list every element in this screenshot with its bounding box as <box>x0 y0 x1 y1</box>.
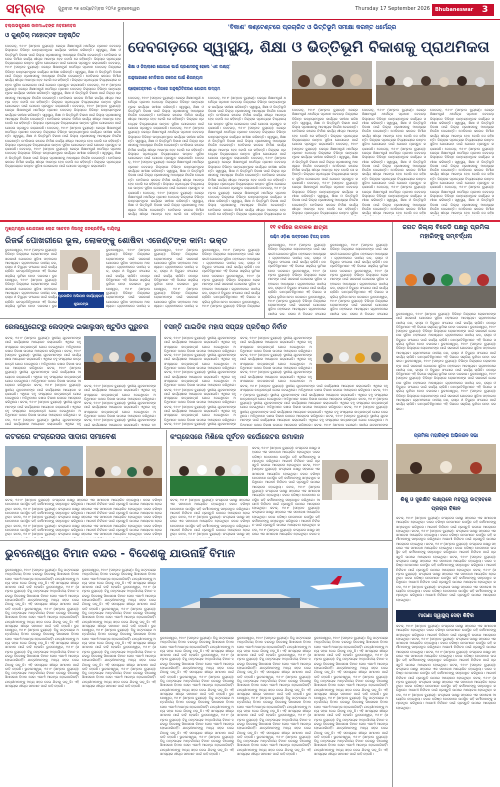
divider <box>160 320 161 428</box>
divider <box>0 540 392 541</box>
row3-left-body-2: କଟକ, ୧୬।୯ (ସମ୍ବାଦ ବ୍ୟୁରୋ): ସ୍ଥାନୀୟ ଯୁବକମାନଙ୍କ ପାଇଁ କାର୍ଯ୍ୟଶାଳା ଆୟୋଜନ କରାଯାଇଛି। ଏଥିରେ ବହୁ ସଂଖ୍ୟାରେ ଛାତ୍ରଛାତ୍ରୀ ଯୋଗ ଦେଇଥିଲେ। ଅତିଥିମାନେ ଦକ୍ଷତା ବିକାଶ ଉପରେ ଆଲୋଚନା କରିଥିଲେ। କଟକ, ୧୬।୯ (ସମ୍ବାଦ ବ୍ୟୁରୋ): ସ୍ଥାନୀୟ ଯୁବକମାନଙ୍କ ପାଇଁ କାର୍ଯ୍ୟଶାଳା ଆୟୋଜନ କରାଯାଇଛି। ଏଥିରେ ବହୁ ସଂଖ୍ୟାରେ ଛାତ୍ରଛାତ୍ରୀ ଯୋଗ ଦେଇଥିଲେ। ଅତିଥିମାନେ ଦକ୍ଷତା ବିକାଶ ଉପରେ ଆଲୋଚନା କରିଥିଲେ। କଟକ, ୧୬।୯ (ସମ୍ବାଦ ବ୍ୟୁରୋ): ସ୍ଥାନୀୟ ଯୁବକମାନଙ୍କ ପାଇଁ କାର୍ଯ୍ୟଶାଳା ଆୟୋଜନ କରାଯାଇଛି। ଏଥିରେ ବହୁ <box>84 384 156 426</box>
right-body-1: ଭୁବନେଶ୍ୱର, ୧୬।୯ (ସମ୍ବାଦ ବ୍ୟୁରୋ): ବିଭିନ୍ନ ଜିଲ୍ଲାରେ ଲୋକମାନଙ୍କ ପାଇଁ ସରକାରୀ ଯୋଜନାର ସୁବିଧା ପହଞ୍ଚାଇବା ଆବଶ୍ୟକ। ଗ୍ରାମାଞ୍ଚଳରେ ପାନୀୟ ଜଳ, ରାସ୍ତା ଓ ବିଦ୍ୟୁତ ସଂଯୋଗ ପାଇଁ କାର୍ଯ୍ୟ ଚାଲିଛି। ଜନପ୍ରତିନିଧିମାନେ ଏହି ଦିଗରେ ସକ୍ରିୟ ଭୂମିକା ନେବା ଦରକାର। ଭୁବନେଶ୍ୱର, ୧୬।୯ (ସମ୍ବାଦ ବ୍ୟୁରୋ): ବିଭିନ୍ନ ଜିଲ୍ଲାରେ ଲୋକମାନଙ୍କ ପାଇଁ ସରକାରୀ ଯୋଜନାର ସୁବିଧା ପହଞ୍ଚାଇବା ଆବଶ୍ୟକ। ଗ୍ରାମାଞ୍ଚଳରେ ପାନୀୟ ଜଳ, ରାସ୍ତା ଓ ବିଦ୍ୟୁତ ସଂଯୋଗ ପାଇଁ କାର୍ଯ୍ୟ ଚାଲିଛି। ଜନପ୍ରତିନିଧିମାନେ ଏହି ଦିଗରେ ସକ୍ରିୟ ଭୂମିକା ନେବା ଦରକାର। ଭୁବନେଶ୍ୱର, ୧୬।୯ (ସମ୍ବାଦ ବ୍ୟୁରୋ): ବିଭିନ୍ନ ଜିଲ୍ଲାରେ ଲୋକମାନଙ୍କ ପାଇଁ ସରକାରୀ ଯୋଜନାର ସୁବିଧା ପହଞ୍ଚାଇବା ଆବଶ୍ୟକ। ଗ୍ରାମାଞ୍ଚଳରେ ପାନୀୟ ଜଳ, ରାସ୍ତା ଓ ବିଦ୍ୟୁତ ସଂଯୋଗ ପାଇଁ କାର୍ଯ୍ୟ ଚାଲିଛି। ଜନପ୍ରତିନିଧିମାନେ ଏହି ଦିଗରେ ସକ୍ରିୟ ଭୂମିକା ନେବା ଦରକାର। ଭୁବନେଶ୍ୱର, ୧୬।୯ (ସମ୍ବାଦ ବ୍ୟୁରୋ): ବିଭିନ୍ନ ଜିଲ୍ଲାରେ ଲୋକମାନଙ୍କ ପାଇଁ ସରକାରୀ ଯୋଜନାର ସୁବିଧା ପହଞ୍ଚାଇବା ଆବଶ୍ୟକ। ଗ୍ରାମାଞ୍ଚଳରେ ପାନୀୟ ଜଳ, ରାସ୍ତା ଓ ବିଦ୍ୟୁତ ସଂଯୋଗ ପାଇଁ କାର୍ଯ୍ୟ ଚାଲିଛି। ଜନପ୍ରତିନିଧିମାନେ ଏହି ଦିଗରେ ସକ୍ରିୟ ଭୂମିକା ନେବା ଦରକାର। ଭୁବନେଶ୍ୱର, ୧୬।୯ (ସମ୍ବାଦ ବ୍ୟୁରୋ): ବିଭିନ୍ନ ଜିଲ୍ଲାରେ ଲୋକମାନଙ୍କ ପାଇଁ ସରକାରୀ ଯୋଜନାର ସୁବିଧା ପହଞ୍ଚାଇବା ଆବଶ୍ୟକ। ଗ୍ରାମାଞ୍ଚଳରେ ପାନୀୟ ଜଳ, ରାସ୍ତା ଓ ବିଦ୍ୟୁତ ସଂଯୋଗ ପାଇଁ କାର୍ଯ୍ୟ ଚାଲିଛି। ଜନପ୍ରତିନିଧିମାନେ ଏହି ଦିଗରେ ସକ୍ରିୟ ଭୂମିକା ନେବା ଦରକାର। ଭୁବନେଶ୍ୱର, ୧୬।୯ (ସମ୍ବାଦ ବ୍ୟୁରୋ): ବିଭିନ୍ନ ଜିଲ୍ଲାରେ ଲୋକମାନଙ୍କ ପାଇଁ ସରକାରୀ ଯୋଜନାର ସୁବିଧା ପହଞ୍ଚାଇବା ଆବଶ୍ୟକ। ଗ୍ରାମାଞ୍ଚଳରେ ପାନୀୟ ଜଳ, ରାସ୍ତା ଓ ବିଦ୍ୟୁତ ସଂଯୋଗ ପାଇଁ କାର୍ଯ୍ୟ ଚାଲିଛି। ଜନପ୍ରତିନିଧିମାନେ ଏହି ଦିଗରେ ସକ୍ରିୟ ଭୂମିକା ନେବା ଦରକାର। <box>396 312 496 411</box>
lead-body-4: ଦେବଗଡ଼, ୧୬।୯ (ସମ୍ବାଦ ବ୍ୟୁରୋ): କେନ୍ଦ୍ର ଶିକ୍ଷାମନ୍ତ୍ରୀ ଧର୍ମେନ୍ଦ୍ର ପ୍ରଧାନ ଦେବଗଡ଼ ଜିଲ୍ଲାରେ ବିଭିନ୍ନ ଉନ୍ନୟନମୂଳକ କାର୍ଯ୍ୟର ସମୀକ୍ଷା କରିଛନ୍ତି। ସ୍ୱାସ୍ଥ୍ୟ, ଶିକ୍ଷା ଓ ଭିତ୍ତିଭୂମି ବିକାଶ ପାଇଁ ଜିଲ୍ଲା ପ୍ରଶାସନକୁ ଆବଶ୍ୟକ ନିର୍ଦ୍ଦେଶ ଦେଇଛନ୍ତି। ମେଡିକାଲ କଲେଜ ନିର୍ମାଣ କାର୍ଯ୍ୟ ଶୀଘ୍ର ଆରମ୍ଭ ହେବ ବୋଲି ସେ କହିଛନ୍ତି। ଜିଲ୍ଲାର ପ୍ରତ୍ୟେକ ବିଦ୍ୟାଳୟରେ ଉନ୍ନତ ସୁବିଧା ଯୋଗାଇବା ପାଇଁ ଯୋଜନା ପ୍ରସ୍ତୁତ କରାଯାଉଛି। ଦେବଗଡ଼, ୧୬।୯ (ସମ୍ବାଦ ବ୍ୟୁରୋ): କେନ୍ଦ୍ର ଶିକ୍ଷାମନ୍ତ୍ରୀ ଧର୍ମେନ୍ଦ୍ର ପ୍ରଧାନ ଦେବଗଡ଼ ଜିଲ୍ଲାରେ ବିଭିନ୍ନ ଉନ୍ନୟନମୂଳକ କାର୍ଯ୍ୟର ସମୀକ୍ଷା କରିଛନ୍ତି। ସ୍ୱାସ୍ଥ୍ୟ, ଶିକ୍ଷା ଓ ଭିତ୍ତିଭୂମି ବିକାଶ ପାଇଁ ଜିଲ୍ଲା ପ୍ରଶାସନକୁ ଆବଶ୍ୟକ ନିର୍ଦ୍ଦେଶ ଦେଇଛନ୍ତି। ମେଡିକାଲ କଲେଜ ନିର୍ମାଣ କାର୍ଯ୍ୟ ଶୀଘ୍ର ଆରମ୍ଭ ହେବ ବୋଲି ସେ କହିଛନ୍ତି। ଜିଲ୍ଲାର ପ୍ରତ୍ୟେକ ବିଦ୍ୟାଳୟରେ ଉନ୍ନତ ସୁବିଧା ଯୋଗାଇବା ପାଇଁ ଯୋଜନା ପ୍ରସ୍ତୁତ କରାଯାଉଛି। ଦେବଗଡ଼, ୧୬।୯ (ସମ୍ବାଦ ବ୍ୟୁରୋ): କେନ୍ଦ୍ର ଶିକ୍ଷାମନ୍ତ୍ରୀ ଧର୍ମେନ୍ଦ୍ର ପ୍ରଧାନ ଦେବଗଡ଼ ଜିଲ୍ଲାରେ ବିଭିନ୍ନ ଉନ୍ନୟନମୂଳକ କାର୍ଯ୍ୟର ସମୀକ୍ଷା କରିଛନ୍ତି। ସ୍ୱାସ୍ଥ୍ୟ, ଶିକ୍ଷା ଓ ଭିତ୍ତିଭୂମି ବିକାଶ ପାଇଁ ଜିଲ୍ଲା ପ୍ରଶାସନକୁ ଆବଶ୍ୟକ ନିର୍ଦ୍ଦେଶ ଦେଇଛନ୍ତି। ମେଡିକାଲ କଲେଜ ନିର୍ମାଣ କାର୍ଯ୍ୟ ଶୀଘ୍ର ଆରମ୍ଭ ହେବ ବୋଲି ସେ କହିଛ <box>362 108 426 216</box>
divider <box>0 428 392 429</box>
masthead-date-en: Thursday 17 September 2026 <box>355 6 430 12</box>
right-photo-group <box>396 252 496 308</box>
row2-headline: ରିଜର୍ଭ ପୋଖରୀରେ ଭୂଲ, ଲୋକଙ୍କୁ ଶୋଷିବା ଏଜେଣ୍ଟଙ୍କ କାମ: ଭକ୍ତ <box>5 235 228 245</box>
lead-kicker: 'ବିକାଶ' କଣ୍ଟେଣ୍ଟରେ ପ୍ରଚାରିତ ଓ ଭିତ୍ତିଭୂମି ସମୀକ୍ଷା କରନ୍ତ ଧର୍ମେନ୍ଦ୍ର <box>227 24 397 31</box>
row2-body-2: ଭୁବନେଶ୍ୱର, ୧୬।୯ (ସମ୍ବାଦ ବ୍ୟୁରୋ): ବିଭିନ୍ନ ଜିଲ୍ଲାରେ ଲୋକମାନଙ୍କ ପାଇଁ ସରକାରୀ ଯୋଜନାର ସୁବିଧା ପହଞ୍ଚାଇବା ଆବଶ୍ୟକ। ଗ୍ରାମାଞ୍ଚଳରେ ପାନୀୟ ଜଳ, ରାସ୍ତା ଓ ବିଦ୍ୟୁତ ସଂଯୋଗ ପାଇଁ କାର୍ଯ୍ୟ ଚାଲିଛି। ଜନପ୍ରତିନିଧିମାନେ ଏହି ଦିଗରେ ସକ୍ରିୟ ଭୂମିକା ନେବା ଦରକାର। ଭୁବନେଶ୍ୱର, ୧୬।୯ (ସମ୍ବାଦ ବ୍ୟୁରୋ): ବିଭିନ୍ନ ଜିଲ୍ଲାରେ ଲୋକମାନଙ୍କ ପାଇଁ ସରକାରୀ ଯୋଜନାର ସୁବିଧା ପହଞ୍ଚାଇବା ଆବଶ୍ୟକ। ଗ୍ରାମାଞ୍ଚଳରେ ପାନୀୟ ଜ <box>106 248 150 308</box>
row3-mid-body-2: କଟକ, ୧୬।୯ (ସମ୍ବାଦ ବ୍ୟୁରୋ): ସ୍ଥାନୀୟ ଯୁବକମାନଙ୍କ ପାଇଁ କାର୍ଯ୍ୟଶାଳା ଆୟୋଜନ କରାଯାଇଛି। ଏଥିରେ ବହୁ ସଂଖ୍ୟାରେ ଛାତ୍ରଛାତ୍ରୀ ଯୋଗ ଦେଇଥିଲେ। ଅତିଥିମାନେ ଦକ୍ଷତା ବିକାଶ ଉପରେ ଆଲୋଚନା କରିଥିଲେ। କଟକ, ୧୬।୯ (ସମ୍ବାଦ ବ୍ୟୁରୋ): ସ୍ଥାନୀୟ ଯୁବକମାନଙ୍କ ପାଇଁ କାର୍ଯ୍ୟଶାଳା ଆୟୋଜନ କରାଯାଇଛି। ଏଥିରେ ବହୁ ସଂଖ୍ୟାରେ ଛାତ୍ରଛାତ୍ରୀ ଯୋଗ ଦେଇଥିଲେ। ଅତିଥିମାନେ ଦକ୍ଷତା ବିକାଶ ଉପରେ ଆଲୋଚନା କରିଥିଲେ। କଟକ, ୧୬।୯ (ସମ୍ବାଦ ବ୍ୟୁରୋ): ସ୍ଥାନୀୟ ଯୁବକମାନଙ୍କ ପାଇଁ କାର୍ଯ୍ୟଶାଳା ଆୟୋଜନ କରାଯାଇଛି। ଏଥିରେ ବହୁ ସଂଖ୍ୟାରେ ଛାତ୍ରଛାତ୍ରୀ ଯୋଗ ଦେଇଥିଲେ। ଅ <box>240 336 312 382</box>
row3-mid-headline: ବସନ୍ତି ଗାଇଡିକ ମହାସ ସପ୍ତାହ ପ୍ରତିଷ୍ଠ ନିର୍ବାଚ <box>164 323 288 331</box>
right-headline-1: ଜଗତ ଜିଲ୍ଲା ବିଜେଡି ପକ୍ଷରୁ ପ୍ରମିଳା ମହାରିଙ୍କୁ ସମ୍ବର୍ଦ୍ଧନା <box>402 224 490 240</box>
row5-body-2: ଭୁବନେଶ୍ୱର, ୧୬।୯ (ସମ୍ବାଦ ବ୍ୟୁରୋ): ବିଜୁ ପଟ୍ଟନାୟକ ଅନ୍ତର୍ଜାତୀୟ ବିମାନ ବନ୍ଦରରୁ ବିଦେଶକୁ ସିଧାସଳଖ ବିମାନ ସେବା ଏଯାଏଁ ଆରମ୍ଭ ହୋଇପାରିନାହିଁ। ଯାତ୍ରୀମାନଙ୍କୁ ଅନ୍ୟ ସହର ଦେଇ ଯିବାକୁ ପଡ଼ୁଛି। ଏହି ସମସ୍ୟାର ଶୀଘ୍ର ସମାଧାନ ପାଇଁ ଦାବି ହେଉଛି। ଭୁବନେଶ୍ୱର, ୧୬।୯ (ସମ୍ବାଦ ବ୍ୟୁରୋ): ବିଜୁ ପଟ୍ଟନାୟକ ଅନ୍ତର୍ଜାତୀୟ ବିମାନ ବନ୍ଦରରୁ ବିଦେଶକୁ ସିଧାସଳଖ ବିମାନ ସେବା ଏଯାଏଁ ଆରମ୍ଭ ହୋଇପାରିନାହିଁ। ଯାତ୍ରୀମାନଙ୍କୁ ଅନ୍ୟ ସହର ଦେଇ ଯିବାକୁ ପଡ଼ୁଛି। ଏହି ସମସ୍ୟାର ଶୀଘ୍ର ସମାଧାନ ପାଇଁ ଦାବି ହେଉଛି। ଭୁବନେଶ୍ୱର, ୧୬।୯ (ସମ୍ବାଦ ବ୍ୟୁରୋ): ବିଜୁ ପଟ୍ଟନାୟକ ଅନ୍ତର୍ଜାତୀୟ ବିମାନ ବନ୍ଦରରୁ ବିଦେଶକୁ ସିଧାସଳଖ ବିମାନ ସେବା ଏଯାଏଁ ଆରମ୍ଭ ହୋଇପାରିନାହିଁ। ଯାତ୍ରୀମାନଙ୍କୁ ଅନ୍ୟ ସହର ଦେଇ ଯିବାକୁ ପଡ଼ୁଛି। ଏହି ସମସ୍ୟାର ଶୀଘ୍ର ସମାଧାନ ପାଇଁ ଦାବି ହେଉଛି। ଭୁବନେଶ୍ୱର, ୧୬।୯ (ସମ୍ବାଦ ବ୍ୟୁରୋ): ବିଜୁ ପଟ୍ଟନାୟକ ଅନ୍ତର୍ଜାତୀୟ ବିମାନ ବନ୍ଦରରୁ ବିଦେଶକୁ ସିଧାସଳଖ ବିମାନ ସେବା ଏଯାଏଁ ଆରମ୍ଭ ହୋଇପାରିନାହିଁ। ଯାତ୍ରୀମାନଙ୍କୁ ଅନ୍ୟ ସହର ଦେଇ ଯିବାକୁ ପଡ଼ୁଛି। ଏହି ସମସ୍ୟାର ଶୀଘ୍ର ସମାଧାନ ପାଇଁ ଦାବି ହେଉଛି। ଭୁବନେଶ୍ୱର, ୧୬।୯ (ସମ୍ବାଦ ବ୍ୟୁରୋ): ବିଜୁ ପଟ୍ଟନାୟକ ଅନ୍ତର୍ଜାତୀୟ ବିମାନ ବନ୍ଦରରୁ ବିଦେଶକୁ ସିଧାସଳଖ ବିମାନ ସେବା ଏଯାଏଁ ଆରମ୍ଭ ହୋଇପାରିନାହିଁ। ଯାତ୍ରୀମାନଙ୍କୁ ଅନ୍ୟ ସହର ଦେଇ ଯିବାକୁ ପଡ଼ୁଛି। ଏହି ସମସ୍ୟାର ଶୀଘ୍ର ସମାଧାନ ପାଇଁ ଦାବି ହେଉଛି। ଭୁବନେଶ୍ୱର, ୧୬।୯ (ସମ୍ବାଦ ବ୍ୟୁରୋ): ବିଜୁ ପଟ୍ଟନାୟକ ଅନ୍ତର୍ଜାତୀୟ ବିମାନ ବନ୍ଦରରୁ ବିଦେଶକୁ ସିଧାସଳଖ ବିମାନ ସେବା ଏଯାଏଁ ଆରମ୍ଭ ହୋଇପାରିନାହିଁ। ଯାତ୍ରୀମାନଙ୍କୁ ଅନ୍ୟ ସହର ଦେଇ ଯିବାକୁ ପଡ଼ୁଛି। ଏହି ସମସ୍ୟାର ଶୀଘ୍ର ସମାଧାନ ପାଇଁ ଦାବି ହେଉଛି। <box>82 568 156 689</box>
page-number: 3 <box>481 5 489 15</box>
masthead-rule <box>0 19 500 20</box>
row4-photo-join <box>170 446 248 496</box>
row2-mid-kicker: ୧୧ ବର୍ଷରେ ନାବାଳକ ଛାତ୍ରୀ <box>270 225 328 231</box>
row5-body-5: ଭୁବନେଶ୍ୱର, ୧୬।୯ (ସମ୍ବାଦ ବ୍ୟୁରୋ): ବିଜୁ ପଟ୍ଟନାୟକ ଅନ୍ତର୍ଜାତୀୟ ବିମାନ ବନ୍ଦରରୁ ବିଦେଶକୁ ସିଧାସଳଖ ବିମାନ ସେବା ଏଯାଏଁ ଆରମ୍ଭ ହୋଇପାରିନାହିଁ। ଯାତ୍ରୀମାନଙ୍କୁ ଅନ୍ୟ ସହର ଦେଇ ଯିବାକୁ ପଡ଼ୁଛି। ଏହି ସମସ୍ୟାର ଶୀଘ୍ର ସମାଧାନ ପାଇଁ ଦାବି ହେଉଛି। ଭୁବନେଶ୍ୱର, ୧୬।୯ (ସମ୍ବାଦ ବ୍ୟୁରୋ): ବିଜୁ ପଟ୍ଟନାୟକ ଅନ୍ତର୍ଜାତୀୟ ବିମାନ ବନ୍ଦରରୁ ବିଦେଶକୁ ସିଧାସଳଖ ବିମାନ ସେବା ଏଯାଏଁ ଆରମ୍ଭ ହୋଇପାରିନାହିଁ। ଯାତ୍ରୀମାନଙ୍କୁ ଅନ୍ୟ ସହର ଦେଇ ଯିବାକୁ ପଡ଼ୁଛି। ଏହି ସମସ୍ୟାର ଶୀଘ୍ର ସମାଧାନ ପାଇଁ ଦାବି ହେଉଛି। ଭୁବନେଶ୍ୱର, ୧୬।୯ (ସମ୍ବାଦ ବ୍ୟୁରୋ): ବିଜୁ ପଟ୍ଟନାୟକ ଅନ୍ତର୍ଜାତୀୟ ବିମାନ ବନ୍ଦରରୁ ବିଦେଶକୁ ସିଧାସଳଖ ବିମାନ ସେବା ଏଯାଏଁ ଆରମ୍ଭ ହୋଇପାରିନାହିଁ। ଯାତ୍ରୀମାନଙ୍କୁ ଅନ୍ୟ ସହର ଦେଇ ଯିବାକୁ ପଡ଼ୁଛି। ଏହି ସମସ୍ୟାର ଶୀଘ୍ର ସମାଧାନ ପାଇଁ ଦାବି ହେଉଛି। ଭୁବନେଶ୍ୱର, ୧୬।୯ (ସମ୍ବାଦ ବ୍ୟୁରୋ): ବିଜୁ ପଟ୍ଟନାୟକ ଅନ୍ତର୍ଜାତୀୟ ବିମାନ ବନ୍ଦରରୁ ବିଦେଶକୁ ସିଧାସଳଖ ବିମାନ ସେବା ଏଯାଏଁ ଆରମ୍ଭ ହୋଇପାରିନାହିଁ। ଯାତ୍ରୀମାନଙ୍କୁ ଅନ୍ୟ ସହର ଦେଇ ଯିବାକୁ ପଡ଼ୁଛି। ଏହି ସମସ୍ୟାର ଶୀଘ୍ର ସମାଧାନ ପାଇଁ ଦାବି ହେଉଛି। ଭୁବନେଶ୍ୱର, ୧୬।୯ (ସମ୍ବାଦ ବ୍ୟୁରୋ): ବିଜୁ ପଟ୍ଟନାୟକ ଅନ୍ତର୍ଜାତୀୟ ବିମାନ ବନ୍ଦରରୁ ବିଦେଶକୁ ସିଧାସଳଖ ବିମାନ ସେବା ଏଯାଏଁ ଆରମ୍ଭ ହୋଇପାରିନାହିଁ। ଯାତ୍ରୀମାନଙ୍କୁ ଅନ୍ୟ ସହର ଦେଇ ଯିବାକୁ ପଡ଼ୁଛି। ଏହି ସମସ୍ୟାର ଶୀଘ୍ର ସମାଧାନ ପାଇଁ ଦାବି ହେଉଛି। ଭୁବନେଶ୍ୱର, ୧୬।୯ (ସମ୍ବାଦ ବ୍ୟୁରୋ): ବିଜୁ ପଟ୍ଟନାୟକ ଅନ୍ତର୍ଜାତୀୟ ବିମାନ ବନ୍ଦରରୁ ବିଦେଶକୁ ସିଧାସଳଖ ବିମାନ ସେବା ଏଯାଏଁ ଆରମ୍ଭ ହୋଇପାରିନାହିଁ। ଯାତ୍ରୀମାନଙ୍କୁ ଅନ୍ୟ ସହର ଦେଇ ଯିବାକୁ ପଡ଼ୁଛି। ଏହି ସମସ୍ୟାର ଶୀଘ୍ର ସମାଧାନ ପାଇଁ ଦାବି ହେଉଛି। <box>314 636 388 757</box>
row4-photo-rally <box>5 446 83 496</box>
masthead-logo: ସମ୍ବାଦ <box>6 2 45 17</box>
lead-photo-meeting <box>292 61 372 105</box>
row4-photo-stage <box>86 446 162 496</box>
lead-photo-hall <box>376 61 494 105</box>
row5-headline: ଭୁବନେଶ୍ୱର ବିମାନ ବନ୍ଦର - ବିଦେଶକୁ ଯାଉନାହିଁ ବିମାନ <box>5 547 236 560</box>
lead-side-story <box>5 22 121 218</box>
lead-bullets <box>128 62 288 94</box>
row2-kicker: ମୁଖ୍ୟମନ୍ତ୍ରୀ ଯୋଜନାରେ ଲୋକ ସଚେତନ ନିଅନ୍ତୁ ଜନପ୍ରତିନିଧି ଦାୟିତ୍ୱ <box>5 226 121 231</box>
right-photo-2 <box>396 444 496 492</box>
row2-body-1: ଭୁବନେଶ୍ୱର, ୧୬।୯ (ସମ୍ବାଦ ବ୍ୟୁରୋ): ବିଭିନ୍ନ ଜିଲ୍ଲାରେ ଲୋକମାନଙ୍କ ପାଇଁ ସରକାରୀ ଯୋଜନାର ସୁବିଧା ପହଞ୍ଚାଇବା ଆବଶ୍ୟକ। ଗ୍ରାମାଞ୍ଚଳରେ ପାନୀୟ ଜଳ, ରାସ୍ତା ଓ ବିଦ୍ୟୁତ ସଂଯୋଗ ପାଇଁ କାର୍ଯ୍ୟ ଚାଲିଛି। ଜନପ୍ରତିନିଧିମାନେ ଏହି ଦିଗରେ ସକ୍ରିୟ ଭୂମିକା ନେବା ଦରକାର। ଭୁବନେଶ୍ୱର, ୧୬।୯ (ସମ୍ବାଦ ବ୍ୟୁରୋ): ବିଭିନ୍ନ ଜିଲ୍ଲାରେ ଲୋକମାନଙ୍କ ପାଇଁ ସରକାରୀ ଯୋଜନାର ସୁବିଧା ପହଞ୍ଚାଇବା ଆବଶ୍ୟକ। ଗ୍ରାମାଞ୍ଚଳରେ ପାନୀୟ ଜଳ, ରାସ୍ତା ଓ ବିଦ୍ୟୁତ ସଂଯୋଗ ପାଇଁ କାର୍ଯ୍ୟ ଚାଲିଛି। ଜନପ୍ରତିନିଧିମାନେ ଏହି ଦିଗରେ ସକ୍ରିୟ ଭୂମିକା ନେବା ଦରକାର। ଭୁବ <box>5 248 57 308</box>
lead-body-3: ଦେବଗଡ଼, ୧୬।୯ (ସମ୍ବାଦ ବ୍ୟୁରୋ): କେନ୍ଦ୍ର ଶିକ୍ଷାମନ୍ତ୍ରୀ ଧର୍ମେନ୍ଦ୍ର ପ୍ରଧାନ ଦେବଗଡ଼ ଜିଲ୍ଲାରେ ବିଭିନ୍ନ ଉନ୍ନୟନମୂଳକ କାର୍ଯ୍ୟର ସମୀକ୍ଷା କରିଛନ୍ତି। ସ୍ୱାସ୍ଥ୍ୟ, ଶିକ୍ଷା ଓ ଭିତ୍ତିଭୂମି ବିକାଶ ପାଇଁ ଜିଲ୍ଲା ପ୍ରଶାସନକୁ ଆବଶ୍ୟକ ନିର୍ଦ୍ଦେଶ ଦେଇଛନ୍ତି। ମେଡିକାଲ କଲେଜ ନିର୍ମାଣ କାର୍ଯ୍ୟ ଶୀଘ୍ର ଆରମ୍ଭ ହେବ ବୋଲି ସେ କହିଛନ୍ତି। ଜିଲ୍ଲାର ପ୍ରତ୍ୟେକ ବିଦ୍ୟାଳୟରେ ଉନ୍ନତ ସୁବିଧା ଯୋଗାଇବା ପାଇଁ ଯୋଜନା ପ୍ରସ୍ତୁତ କରାଯାଉଛି। ଦେବଗଡ଼, ୧୬।୯ (ସମ୍ବାଦ ବ୍ୟୁରୋ): କେନ୍ଦ୍ର ଶିକ୍ଷାମନ୍ତ୍ରୀ ଧର୍ମେନ୍ଦ୍ର ପ୍ରଧାନ ଦେବଗଡ଼ ଜିଲ୍ଲାରେ ବିଭିନ୍ନ ଉନ୍ନୟନମୂଳକ କାର୍ଯ୍ୟର ସମୀକ୍ଷା କରିଛନ୍ତି। ସ୍ୱାସ୍ଥ୍ୟ, ଶିକ୍ଷା ଓ ଭିତ୍ତିଭୂମି ବିକାଶ ପାଇଁ ଜିଲ୍ଲା ପ୍ରଶାସନକୁ ଆବଶ୍ୟକ ନିର୍ଦ୍ଦେଶ ଦେଇଛନ୍ତି। ମେଡିକାଲ କଲେଜ ନିର୍ମାଣ କାର୍ଯ୍ୟ ଶୀଘ୍ର ଆରମ୍ଭ ହେବ ବୋଲି ସେ କହିଛନ୍ତି। ଜିଲ୍ଲାର ପ୍ରତ୍ୟେକ ବିଦ୍ୟାଳୟରେ ଉନ୍ନତ ସୁବିଧା ଯୋଗାଇବା ପାଇଁ ଯୋଜନା ପ୍ରସ୍ତୁତ କରାଯାଉଛି। ଦେବଗଡ଼, ୧୬।୯ (ସମ୍ବାଦ ବ୍ୟୁରୋ): କେନ୍ଦ୍ର ଶିକ୍ଷାମନ୍ତ୍ରୀ ଧର୍ମେନ୍ଦ୍ର ପ୍ରଧାନ ଦେବଗଡ଼ ଜିଲ୍ଲାରେ ବିଭିନ୍ନ ଉନ୍ନୟନମୂଳକ କାର୍ଯ୍ୟର ସମୀକ୍ଷା କରିଛନ୍ତି। ସ୍ୱାସ୍ଥ୍ୟ, ଶିକ୍ଷା ଓ ଭିତ୍ତିଭୂମି ବିକାଶ ପାଇଁ ଜିଲ୍ଲା ପ୍ରଶାସନକୁ ଆବଶ୍ୟକ ନିର୍ଦ୍ଦେଶ ଦେଇଛନ୍ତି। ମେଡିକାଲ କଲେଜ ନିର୍ମାଣ କାର୍ଯ୍ୟ ଶୀଘ୍ର ଆରମ୍ଭ ହେବ ବୋଲି ସେ କହିଛନ୍ତି। ଜିଲ୍ଲାର ପ୍ରତ୍ୟେକ ବିଦ୍ୟାଳୟରେ ଉନ୍ନତ ସୁବିଧା <box>292 108 358 216</box>
row2-body-3: ଭୁବନେଶ୍ୱର, ୧୬।୯ (ସମ୍ବାଦ ବ୍ୟୁରୋ): ବିଭିନ୍ନ ଜିଲ୍ଲାରେ ଲୋକମାନଙ୍କ ପାଇଁ ସରକାରୀ ଯୋଜନାର ସୁବିଧା ପହଞ୍ଚାଇବା ଆବଶ୍ୟକ। ଗ୍ରାମାଞ୍ଚଳରେ ପାନୀୟ ଜଳ, ରାସ୍ତା ଓ ବିଦ୍ୟୁତ ସଂଯୋଗ ପାଇଁ କାର୍ଯ୍ୟ ଚାଲିଛି। ଜନପ୍ରତିନିଧିମାନେ ଏହି ଦିଗରେ ସକ୍ରିୟ ଭୂମିକା ନେବା ଦରକାର। ଭୁବନେଶ୍ୱର, ୧୬।୯ (ସମ୍ବାଦ ବ୍ୟୁରୋ): ବିଭିନ୍ନ ଜିଲ୍ଲାରେ ଲୋକମାନଙ୍କ ପାଇଁ ସରକାରୀ ଯୋଜନାର ସୁବିଧା ପହଞ୍ଚାଇବା ଆବଶ୍ୟକ। ଗ୍ରାମାଞ୍ଚଳରେ ପାନୀୟ ଜ <box>154 248 198 308</box>
section-divider <box>0 220 500 222</box>
row2-pullquote: ପ୍ରସାରିତ ଅଭିଯାନ କାର୍ଯ୍ୟକ୍ରମ ଶୁଭାରମ୍ଭ <box>58 294 104 306</box>
row5-body-4: ଭୁବନେଶ୍ୱର, ୧୬।୯ (ସମ୍ବାଦ ବ୍ୟୁରୋ): ବିଜୁ ପଟ୍ଟନାୟକ ଅନ୍ତର୍ଜାତୀୟ ବିମାନ ବନ୍ଦରରୁ ବିଦେଶକୁ ସିଧାସଳଖ ବିମାନ ସେବା ଏଯାଏଁ ଆରମ୍ଭ ହୋଇପାରିନାହିଁ। ଯାତ୍ରୀମାନଙ୍କୁ ଅନ୍ୟ ସହର ଦେଇ ଯିବାକୁ ପଡ଼ୁଛି। ଏହି ସମସ୍ୟାର ଶୀଘ୍ର ସମାଧାନ ପାଇଁ ଦାବି ହେଉଛି। ଭୁବନେଶ୍ୱର, ୧୬।୯ (ସମ୍ବାଦ ବ୍ୟୁରୋ): ବିଜୁ ପଟ୍ଟନାୟକ ଅନ୍ତର୍ଜାତୀୟ ବିମାନ ବନ୍ଦରରୁ ବିଦେଶକୁ ସିଧାସଳଖ ବିମାନ ସେବା ଏଯାଏଁ ଆରମ୍ଭ ହୋଇପାରିନାହିଁ। ଯାତ୍ରୀମାନଙ୍କୁ ଅନ୍ୟ ସହର ଦେଇ ଯିବାକୁ ପଡ଼ୁଛି। ଏହି ସମସ୍ୟାର ଶୀଘ୍ର ସମାଧାନ ପାଇଁ ଦାବି ହେଉଛି। ଭୁବନେଶ୍ୱର, ୧୬।୯ (ସମ୍ବାଦ ବ୍ୟୁରୋ): ବିଜୁ ପଟ୍ଟନାୟକ ଅନ୍ତର୍ଜାତୀୟ ବିମାନ ବନ୍ଦରରୁ ବିଦେଶକୁ ସିଧାସଳଖ ବିମାନ ସେବା ଏଯାଏଁ ଆରମ୍ଭ ହୋଇପାରିନାହିଁ। ଯାତ୍ରୀମାନଙ୍କୁ ଅନ୍ୟ ସହର ଦେଇ ଯିବାକୁ ପଡ଼ୁଛି। ଏହି ସମସ୍ୟାର ଶୀଘ୍ର ସମାଧାନ ପାଇଁ ଦାବି ହେଉଛି। ଭୁବନେଶ୍ୱର, ୧୬।୯ (ସମ୍ବାଦ ବ୍ୟୁରୋ): ବିଜୁ ପଟ୍ଟନାୟକ ଅନ୍ତର୍ଜାତୀୟ ବିମାନ ବନ୍ଦରରୁ ବିଦେଶକୁ ସିଧାସଳଖ ବିମାନ ସେବା ଏଯାଏଁ ଆରମ୍ଭ ହୋଇପାରିନାହିଁ। ଯାତ୍ରୀମାନଙ୍କୁ ଅନ୍ୟ ସହର ଦେଇ ଯିବାକୁ ପଡ଼ୁଛି। ଏହି ସମସ୍ୟାର ଶୀଘ୍ର ସମାଧାନ ପାଇଁ ଦାବି ହେଉଛି। ଭୁବନେଶ୍ୱର, ୧୬।୯ (ସମ୍ବାଦ ବ୍ୟୁରୋ): ବିଜୁ ପଟ୍ଟନାୟକ ଅନ୍ତର୍ଜାତୀୟ ବିମାନ ବନ୍ଦରରୁ ବିଦେଶକୁ ସିଧାସଳଖ ବିମାନ ସେବା ଏଯାଏଁ ଆରମ୍ଭ ହୋଇପାରିନାହିଁ। ଯାତ୍ରୀମାନଙ୍କୁ ଅନ୍ୟ ସହର ଦେଇ ଯିବାକୁ ପଡ଼ୁଛି। ଏହି ସମସ୍ୟାର ଶୀଘ୍ର ସମାଧାନ ପାଇଁ ଦାବି ହେଉଛି। ଭୁବନେଶ୍ୱର, ୧୬।୯ (ସମ୍ବାଦ ବ୍ୟୁରୋ): ବିଜୁ ପଟ୍ଟନାୟକ ଅନ୍ତର୍ଜାତୀୟ ବିମାନ ବନ୍ଦରରୁ ବିଦେଶକୁ ସିଧାସଳଖ ବିମାନ ସେବା ଏଯାଏଁ ଆରମ୍ଭ ହୋଇପାରିନାହିଁ। ଯାତ୍ରୀମାନଙ୍କୁ ଅନ୍ୟ ସହର ଦେଇ ଯିବାକୁ ପଡ଼ୁଛି। ଏହି ସମସ୍ୟାର ଶୀଘ୍ର ସମାଧାନ ପାଇଁ ଦାବି ହେଉଛି। <box>237 636 311 757</box>
row5-photo-airport <box>160 568 388 632</box>
row4-mid-body-1: କଟକ, ୧୬।୯ (ସମ୍ବାଦ ବ୍ୟୁରୋ): କଂଗ୍ରେସ ପକ୍ଷରୁ ସହରରେ ଏକ ସମାବେଶ ଆୟୋଜିତ ହୋଇଥିଲା। ଦଳର ବରିଷ୍ଠ ନେତାମାନେ ଉପସ୍ଥିତ ରହି କର୍ମୀମାନଙ୍କୁ ସମ୍ବୋଧିତ କରିଥିଲେ। ଆଗାମୀ ନିର୍ବାଚନ ପାଇଁ ପ୍ରସ୍ତୁତି ଉପରେ ଆଲୋଚନା ହୋଇଥିଲା। କଟକ, ୧୬।୯ (ସମ୍ବାଦ ବ୍ୟୁରୋ): କଂଗ୍ରେସ ପକ୍ଷରୁ ସହରରେ ଏକ ସମାବେଶ ଆୟୋଜିତ ହୋଇଥିଲା। ଦଳର ବରିଷ୍ଠ ନେତାମାନେ ଉପସ୍ଥିତ ରହି କର୍ମୀମାନଙ୍କୁ ସମ୍ବୋଧିତ କରିଥିଲେ। ଆଗାମୀ ନିର୍ବାଚନ ପାଇଁ ପ୍ରସ୍ତୁତି ଉପରେ ଆଲୋଚନା ହୋଇଥିଲା। କଟକ, ୧୬।୯ (ସମ୍ବାଦ ବ୍ୟୁରୋ): କଂଗ୍ରେସ ପକ୍ଷରୁ ସହରରେ ଏକ ସମାବେଶ ଆୟୋଜିତ ହୋଇଥିଲା। ଦଳର ବରିଷ୍ଠ ନେତାମାନେ ଉପସ୍ଥିତ ରହି କର୍ମୀମାନଙ୍କୁ ସମ୍ବୋଧିତ କରିଥିଲେ। ଆଗାମୀ ନିର୍ବାଚନ ପାଇଁ ପ୍ରସ୍ତୁତି ଉପରେ ଆଲୋଚନା ହୋଇଥିଲା। କଟକ, ୧୬।୯ (ସମ୍ବାଦ ବ୍ୟୁରୋ): କଂଗ୍ରେସ ପକ୍ଷରୁ ସହରରେ ଏକ ସମାବେଶ ଆୟୋଜିତ ହୋଇଥିଲା। ଦଳର ବରିଷ୍ଠ ନେତାମାନେ ଉପସ୍ଥିତ ରହି କର୍ମୀମାନଙ୍କୁ ସମ୍ବୋଧିତ କରିଥିଲେ। ଆଗାମୀ ନିର୍ବାଚନ ପାଇଁ ପ୍ରସ୍ତୁତି ଉପରେ ଆଲୋଚନା ହୋଇଥିଲା। କଟକ, ୧୬।୯ (ସମ୍ବାଦ ବ୍ୟୁରୋ): କଂଗ୍ରେସ ପକ୍ଷରୁ ସହରରେ ଏକ ସମାବେଶ ଆୟୋଜିତ ହୋଇଥିଲା। ଦଳର ବ <box>252 446 320 536</box>
divider <box>0 318 392 319</box>
row2-mid-body-1: ଭୁବନେଶ୍ୱର, ୧୬।୯ (ସମ୍ବାଦ ବ୍ୟୁରୋ): ବିଭିନ୍ନ ଜିଲ୍ଲାରେ ଲୋକମାନଙ୍କ ପାଇଁ ସରକାରୀ ଯୋଜନାର ସୁବିଧା ପହଞ୍ଚାଇବା ଆବଶ୍ୟକ। ଗ୍ରାମାଞ୍ଚଳରେ ପାନୀୟ ଜଳ, ରାସ୍ତା ଓ ବିଦ୍ୟୁତ ସଂଯୋଗ ପାଇଁ କାର୍ଯ୍ୟ ଚାଲିଛି। ଜନପ୍ରତିନିଧିମାନେ ଏହି ଦିଗରେ ସକ୍ରିୟ ଭୂମିକା ନେବା ଦରକାର। ଭୁବନେଶ୍ୱର, ୧୬।୯ (ସମ୍ବାଦ ବ୍ୟୁରୋ): ବିଭିନ୍ନ ଜିଲ୍ଲାରେ ଲୋକମାନଙ୍କ ପାଇଁ ସରକାରୀ ଯୋଜନାର ସୁବିଧା ପହଞ୍ଚାଇବା ଆବଶ୍ୟକ। ଗ୍ରାମାଞ୍ଚଳରେ ପାନୀୟ ଜଳ, ରାସ୍ତା ଓ ବିଦ୍ୟୁତ ସଂଯୋଗ ପାଇଁ କାର୍ଯ୍ୟ ଚାଲିଛି। ଜନପ୍ରତିନିଧିମାନେ ଏହି ଦିଗରେ ସକ୍ରିୟ ଭୂମିକା ନେବା ଦରକାର। ଭୁବନେଶ୍ୱର, ୧୬।୯ (ସମ୍ବାଦ ବ୍ୟୁରୋ): ବିଭିନ୍ନ ଜିଲ୍ଲାରେ ଲୋକମାନଙ୍କ ପାଇଁ ସରକାରୀ ଯୋଜନାର ସୁବିଧା ପହଞ୍ଚାଇବା ଆବଶ୍ୟକ। ଗ୍ରାମାଞ୍ଚଳରେ ପାନୀୟ ଜଳ, ରାସ୍ତା ଓ ବିଦ୍ୟୁତ ସଂଯୋଗ <box>268 243 326 315</box>
row3-photo-event <box>84 336 156 380</box>
right-sub: ପ୍ରମିଳା ମହାରିଙ୍କ ଅଭିନନ୍ଦନ ସଭା <box>413 434 479 439</box>
right-box-title: ମାଗଣା ସ୍ୱାସ୍ଥ୍ୟ ସେବା ଶିବିର <box>396 610 496 622</box>
row5-body-3: ଭୁବନେଶ୍ୱର, ୧୬।୯ (ସମ୍ବାଦ ବ୍ୟୁରୋ): ବିଜୁ ପଟ୍ଟନାୟକ ଅନ୍ତର୍ଜାତୀୟ ବିମାନ ବନ୍ଦରରୁ ବିଦେଶକୁ ସିଧାସଳଖ ବିମାନ ସେବା ଏଯାଏଁ ଆରମ୍ଭ ହୋଇପାରିନାହିଁ। ଯାତ୍ରୀମାନଙ୍କୁ ଅନ୍ୟ ସହର ଦେଇ ଯିବାକୁ ପଡ଼ୁଛି। ଏହି ସମସ୍ୟାର ଶୀଘ୍ର ସମାଧାନ ପାଇଁ ଦାବି ହେଉଛି। ଭୁବନେଶ୍ୱର, ୧୬।୯ (ସମ୍ବାଦ ବ୍ୟୁରୋ): ବିଜୁ ପଟ୍ଟନାୟକ ଅନ୍ତର୍ଜାତୀୟ ବିମାନ ବନ୍ଦରରୁ ବିଦେଶକୁ ସିଧାସଳଖ ବିମାନ ସେବା ଏଯାଏଁ ଆରମ୍ଭ ହୋଇପାରିନାହିଁ। ଯାତ୍ରୀମାନଙ୍କୁ ଅନ୍ୟ ସହର ଦେଇ ଯିବାକୁ ପଡ଼ୁଛି। ଏହି ସମସ୍ୟାର ଶୀଘ୍ର ସମାଧାନ ପାଇଁ ଦାବି ହେଉଛି। ଭୁବନେଶ୍ୱର, ୧୬।୯ (ସମ୍ବାଦ ବ୍ୟୁରୋ): ବିଜୁ ପଟ୍ଟନାୟକ ଅନ୍ତର୍ଜାତୀୟ ବିମାନ ବନ୍ଦରରୁ ବିଦେଶକୁ ସିଧାସଳଖ ବିମାନ ସେବା ଏଯାଏଁ ଆରମ୍ଭ ହୋଇପାରିନାହିଁ। ଯାତ୍ରୀମାନଙ୍କୁ ଅନ୍ୟ ସହର ଦେଇ ଯିବାକୁ ପଡ଼ୁଛି। ଏହି ସମସ୍ୟାର ଶୀଘ୍ର ସମାଧାନ ପାଇଁ ଦାବି ହେଉଛି। ଭୁବନେଶ୍ୱର, ୧୬।୯ (ସମ୍ବାଦ ବ୍ୟୁରୋ): ବିଜୁ ପଟ୍ଟନାୟକ ଅନ୍ତର୍ଜାତୀୟ ବିମାନ ବନ୍ଦରରୁ ବିଦେଶକୁ ସିଧାସଳଖ ବିମାନ ସେବା ଏଯାଏଁ ଆରମ୍ଭ ହୋଇପାରିନାହିଁ। ଯାତ୍ରୀମାନଙ୍କୁ ଅନ୍ୟ ସହର ଦେଇ ଯିବାକୁ ପଡ଼ୁଛି। ଏହି ସମସ୍ୟାର ଶୀଘ୍ର ସମାଧାନ ପାଇଁ ଦାବି ହେଉଛି। ଭୁବନେଶ୍ୱର, ୧୬।୯ (ସମ୍ବାଦ ବ୍ୟୁରୋ): ବିଜୁ ପଟ୍ଟନାୟକ ଅନ୍ତର୍ଜାତୀୟ ବିମାନ ବନ୍ଦରରୁ ବିଦେଶକୁ ସିଧାସଳଖ ବିମାନ ସେବା ଏଯାଏଁ ଆରମ୍ଭ ହୋଇପାରିନାହିଁ। ଯାତ୍ରୀମାନଙ୍କୁ ଅନ୍ୟ ସହର ଦେଇ ଯିବାକୁ ପଡ଼ୁଛି। ଏହି ସମସ୍ୟାର ଶୀଘ୍ର ସମାଧାନ ପାଇଁ ଦାବି ହେଉଛି। ଭୁବନେଶ୍ୱର, ୧୬।୯ (ସମ୍ବାଦ ବ୍ୟୁରୋ): ବିଜୁ ପଟ୍ଟନାୟକ ଅନ୍ତର୍ଜାତୀୟ ବିମାନ ବନ୍ଦରରୁ ବିଦେଶକୁ ସିଧାସଳଖ ବିମାନ ସେବା ଏଯାଏଁ ଆରମ୍ଭ ହୋଇପାରିନାହିଁ। ଯାତ୍ରୀମାନଙ୍କୁ ଅନ୍ୟ ସହର ଦେଇ ଯିବାକୁ ପଡ଼ୁଛି। ଏହି ସମସ୍ୟାର ଶୀଘ୍ର ସମାଧାନ ପାଇଁ ଦାବି ହେଉଛି। <box>160 636 234 757</box>
side-subhead: ଓ ଗୁଣ୍ଡିଚା ମହୋତ୍ସବ ଅନୁଷ୍ଠିତ <box>5 32 80 39</box>
divider <box>166 430 167 538</box>
bullet-item: ଶିକ୍ଷା ଓ ଜିଲ୍ଲାରେ ଯୋଗାଣ ପାଇଁ ପ୍ରଶାସନକୁ ହେଲେ 'ଏକ ଲକ୍ଷ୍ୟ' <box>128 64 231 69</box>
row2-mid-body-2: ଭୁବନେଶ୍ୱର, ୧୬।୯ (ସମ୍ବାଦ ବ୍ୟୁରୋ): ବିଭିନ୍ନ ଜିଲ୍ଲାରେ ଲୋକମାନଙ୍କ ପାଇଁ ସରକାରୀ ଯୋଜନାର ସୁବିଧା ପହଞ୍ଚାଇବା ଆବଶ୍ୟକ। ଗ୍ରାମାଞ୍ଚଳରେ ପାନୀୟ ଜଳ, ରାସ୍ତା ଓ ବିଦ୍ୟୁତ ସଂଯୋଗ ପାଇଁ କାର୍ଯ୍ୟ ଚାଲିଛି। ଜନପ୍ରତିନିଧିମାନେ ଏହି ଦିଗରେ ସକ୍ରିୟ ଭୂମିକା ନେବା ଦରକାର। ଭୁବନେଶ୍ୱର, ୧୬।୯ (ସମ୍ବାଦ ବ୍ୟୁରୋ): ବିଭିନ୍ନ ଜିଲ୍ଲାରେ ଲୋକମାନଙ୍କ ପାଇଁ ସରକାରୀ ଯୋଜନାର ସୁବିଧା ପହଞ୍ଚାଇବା ଆବଶ୍ୟକ। ଗ୍ରାମାଞ୍ଚଳରେ ପାନୀୟ ଜଳ, ରାସ୍ତା ଓ ବିଦ୍ୟୁତ ସଂଯୋଗ ପାଇଁ କାର୍ଯ୍ୟ ଚାଲିଛି। ଜନପ୍ରତିନିଧିମାନେ ଏହି ଦିଗରେ ସକ୍ରିୟ ଭୂମିକା ନେବା ଦରକାର। ଭୁବନେଶ୍ୱର, ୧୬।୯ (ସମ୍ବାଦ ବ୍ୟୁରୋ): ବିଭିନ୍ନ ଜିଲ୍ଲାରେ ଲୋକମାନଙ୍କ ପାଇଁ ସରକାରୀ ଯୋଜନାର ସୁବିଧା ପହଞ୍ଚାଇବା ଆବଶ୍ୟକ। ଗ୍ରାମାଞ୍ଚଳରେ ପାନୀୟ ଜଳ, ରାସ୍ତା ଓ ବିଦ୍ୟୁତ ସଂଯୋଗ <box>330 243 388 315</box>
right-body-2: କଟକ, ୧୬।୯ (ସମ୍ବାଦ ବ୍ୟୁରୋ): କଂଗ୍ରେସ ପକ୍ଷରୁ ସହରରେ ଏକ ସମାବେଶ ଆୟୋଜିତ ହୋଇଥିଲା। ଦଳର ବରିଷ୍ଠ ନେତାମାନେ ଉପସ୍ଥିତ ରହି କର୍ମୀମାନଙ୍କୁ ସମ୍ବୋଧିତ କରିଥିଲେ। ଆଗାମୀ ନିର୍ବାଚନ ପାଇଁ ପ୍ରସ୍ତୁତି ଉପରେ ଆଲୋଚନା ହୋଇଥିଲା। କଟକ, ୧୬।୯ (ସମ୍ବାଦ ବ୍ୟୁରୋ): କଂଗ୍ରେସ ପକ୍ଷରୁ ସହରରେ ଏକ ସମାବେଶ ଆୟୋଜିତ ହୋଇଥିଲା। ଦଳର ବରିଷ୍ଠ ନେତାମାନେ ଉପସ୍ଥିତ ରହି କର୍ମୀମାନଙ୍କୁ ସମ୍ବୋଧିତ କରିଥିଲେ। ଆଗାମୀ ନିର୍ବାଚନ ପାଇଁ ପ୍ରସ୍ତୁତି ଉପରେ ଆଲୋଚନା ହୋଇଥିଲା। କଟକ, ୧୬।୯ (ସମ୍ବାଦ ବ୍ୟୁରୋ): କଂଗ୍ରେସ ପକ୍ଷରୁ ସହରରେ ଏକ ସମାବେଶ ଆୟୋଜିତ ହୋଇଥିଲା। ଦଳର ବରିଷ୍ଠ ନେତାମାନେ ଉପସ୍ଥିତ ରହି କର୍ମୀମାନଙ୍କୁ ସମ୍ବୋଧିତ କରିଥିଲେ। ଆଗାମୀ ନିର୍ବାଚନ ପାଇଁ ପ୍ରସ୍ତୁତି ଉପରେ ଆଲୋଚନା ହୋଇଥିଲା। କଟକ, ୧୬।୯ (ସମ୍ବାଦ ବ୍ୟୁରୋ): କଂଗ୍ରେସ ପକ୍ଷରୁ ସହରରେ ଏକ ସମାବେଶ ଆୟୋଜିତ ହୋଇଥିଲା। ଦଳର ବରିଷ୍ଠ ନେତାମାନେ ଉପସ୍ଥିତ ରହି କର୍ମୀମାନଙ୍କୁ ସମ୍ବୋଧିତ କରିଥିଲେ। ଆଗାମୀ ନିର୍ବାଚନ ପାଇଁ ପ୍ରସ୍ତୁତି ଉପରେ ଆଲୋଚନା ହୋଇଥିଲା। କଟକ, ୧୬।୯ (ସମ୍ବାଦ ବ୍ୟୁରୋ): କଂଗ୍ରେସ ପକ୍ଷରୁ ସହରରେ ଏକ ସମାବେଶ ଆୟୋଜିତ ହୋଇଥିଲା। ଦଳର ବରିଷ୍ଠ ନେତାମାନେ ଉପସ୍ଥିତ ରହି କର୍ମୀମାନଙ୍କୁ ସମ୍ବୋଧିତ କରିଥିଲେ। ଆଗାମୀ ନିର୍ବାଚନ ପାଇଁ ପ୍ରସ୍ତୁତି ଉପରେ ଆଲୋଚନା ହୋଇଥିଲା। କଟକ, ୧୬।୯ (ସମ୍ବାଦ ବ୍ୟୁରୋ): କଂଗ୍ରେସ ପକ୍ଷରୁ ସହରରେ ଏକ ସମାବେଶ ଆୟୋଜିତ ହୋଇଥିଲା। ଦଳର ବରିଷ୍ଠ ନେତାମାନେ ଉପସ୍ଥିତ ରହି କର୍ମୀମାନଙ୍କୁ ସମ୍ବୋଧିତ କରିଥିଲେ। ଆଗାମୀ ନିର୍ବାଚନ ପାଇଁ ପ୍ରସ୍ତୁତି ଉପରେ ଆଲୋଚନା ହୋଇଥିଲା। <box>396 516 496 602</box>
right-body-3: କଟକ, ୧୬।୯ (ସମ୍ବାଦ ବ୍ୟୁରୋ): କଂଗ୍ରେସ ପକ୍ଷରୁ ସହରରେ ଏକ ସମାବେଶ ଆୟୋଜିତ ହୋଇଥିଲା। ଦଳର ବରିଷ୍ଠ ନେତାମାନେ ଉପସ୍ଥିତ ରହି କର୍ମୀମାନଙ୍କୁ ସମ୍ବୋଧିତ କରିଥିଲେ। ଆଗାମୀ ନିର୍ବାଚନ ପାଇଁ ପ୍ରସ୍ତୁତି ଉପରେ ଆଲୋଚନା ହୋଇଥିଲା। କଟକ, ୧୬।୯ (ସମ୍ବାଦ ବ୍ୟୁରୋ): କଂଗ୍ରେସ ପକ୍ଷରୁ ସହରରେ ଏକ ସମାବେଶ ଆୟୋଜିତ ହୋଇଥିଲା। ଦଳର ବରିଷ୍ଠ ନେତାମାନେ ଉପସ୍ଥିତ ରହି କର୍ମୀମାନଙ୍କୁ ସମ୍ବୋଧିତ କରିଥିଲେ। ଆଗାମୀ ନିର୍ବାଚନ ପାଇଁ ପ୍ରସ୍ତୁତି ଉପରେ ଆଲୋଚନା ହୋଇଥିଲା। କଟକ, ୧୬।୯ (ସମ୍ବାଦ ବ୍ୟୁରୋ): କଂଗ୍ରେସ ପକ୍ଷରୁ ସହରରେ ଏକ ସମାବେଶ ଆୟୋଜିତ ହୋଇଥିଲା। ଦଳର ବରିଷ୍ଠ ନେତାମାନେ ଉପସ୍ଥିତ ରହି କର୍ମୀମାନଙ୍କୁ ସମ୍ବୋଧିତ କରିଥିଲେ। ଆଗାମୀ ନିର୍ବାଚନ ପାଇଁ ପ୍ରସ୍ତୁତି ଉପରେ ଆଲୋଚନା ହୋଇଥିଲା। କଟକ, ୧୬।୯ (ସମ୍ବାଦ ବ୍ୟୁରୋ): କଂଗ୍ରେସ ପକ୍ଷରୁ ସହରରେ ଏକ ସମାବେଶ ଆୟୋଜିତ ହୋଇଥିଲା। ଦଳର ବରିଷ୍ଠ ନେତାମାନେ ଉପସ୍ଥିତ ରହି କର୍ମୀମାନଙ୍କୁ ସମ୍ବୋଧିତ କରିଥିଲେ। ଆଗାମୀ ନିର୍ବାଚନ ପାଇଁ ପ୍ରସ୍ତୁତି ଉପରେ ଆଲୋଚନା ହୋଇଥିଲା। କଟକ, ୧୬।୯ (ସମ୍ବାଦ ବ୍ୟୁରୋ): କଂଗ୍ରେସ ପକ୍ଷରୁ ସହରରେ ଏକ ସମାବେଶ ଆୟୋଜିତ ହୋଇଥିଲା। ଦଳର ବରିଷ୍ଠ ନେତାମାନେ ଉପସ୍ଥିତ ରହି କର୍ମୀମାନଙ୍କୁ ସମ୍ବୋଧିତ କରିଥିଲେ। ଆଗାମୀ ନିର୍ବାଚନ ପାଇଁ ପ୍ରସ୍ତୁତି ଉପରେ ଆଲୋଚନା ହୋଇଥିଲା। କଟକ, ୧୬।୯ (ସମ୍ବାଦ ବ୍ୟୁରୋ): କଂଗ୍ରେସ ପକ୍ଷରୁ ସହରରେ ଏକ ସମାବେଶ ଆୟୋଜିତ ହୋଇଥିଲା। ଦଳର ବରିଷ୍ଠ ନେତାମାନେ ଉପସ୍ଥିତ ରହି କର୍ମୀମାନଙ୍କୁ ସମ୍ବୋଧିତ କରିଥିଲେ। ଆଗାମୀ ନିର୍ବାଚନ ପାଇଁ ପ୍ରସ୍ତୁତି ଉପରେ ଆଲୋଚନା ହୋଇଥିଲା। <box>396 624 496 710</box>
row3-mid-body-3: କଟକ, ୧୬।୯ (ସମ୍ବାଦ ବ୍ୟୁରୋ): ସ୍ଥାନୀୟ ଯୁବକମାନଙ୍କ ପାଇଁ କାର୍ଯ୍ୟଶାଳା ଆୟୋଜନ କରାଯାଇଛି। ଏଥିରେ ବହୁ ସଂଖ୍ୟାରେ ଛାତ୍ରଛାତ୍ରୀ ଯୋଗ ଦେଇଥିଲେ। ଅତିଥିମାନେ ଦକ୍ଷତା ବିକାଶ ଉପରେ ଆଲୋଚନା କରିଥିଲେ। କଟକ, ୧୬।୯ (ସମ୍ବାଦ ବ୍ୟୁରୋ): ସ୍ଥାନୀୟ ଯୁବକମାନଙ୍କ ପାଇଁ କାର୍ଯ୍ୟଶାଳା ଆୟୋଜନ କରାଯାଇଛି। ଏଥିରେ ବହୁ ସଂଖ୍ୟାରେ ଛାତ୍ରଛାତ୍ରୀ ଯୋଗ ଦେଇଥିଲେ। ଅତିଥିମାନେ ଦକ୍ଷତା ବିକାଶ ଉପରେ ଆଲୋଚନା କରିଥିଲେ। କଟକ, ୧୬।୯ (ସମ୍ବାଦ ବ୍ୟୁରୋ): ସ୍ଥାନୀୟ ଯୁବକମାନଙ୍କ ପାଇଁ କାର୍ଯ୍ୟଶାଳା ଆୟୋଜନ କରାଯାଇଛି। ଏଥିରେ ବହୁ ସଂଖ୍ୟାରେ ଛାତ୍ରଛାତ୍ରୀ ଯୋଗ ଦେଇଥିଲେ। ଅତିଥିମାନେ ଦକ୍ଷତା ବିକାଶ ଉପରେ ଆଲୋଚନା କରିଥିଲେ। କଟକ, ୧୬।୯ (ସମ୍ବାଦ ବ୍ୟୁରୋ): ସ୍ଥାନୀୟ ଯୁବକମାନଙ୍କ ପାଇଁ କାର୍ଯ୍ୟଶାଳା ଆୟୋଜନ କରାଯାଇଛି। ଏଥିରେ ବହୁ ସଂଖ୍ୟାରେ ଛାତ୍ରଛାତ୍ରୀ ଯୋଗ ଦେଇଥିଲେ। ଅତିଥିମାନେ ଦକ୍ଷତା ବିକାଶ ଉପରେ ଆଲୋଚନା କରିଥିଲେ। କଟକ, ୧୬।୯ (ସମ୍ବାଦ ବ୍ୟୁରୋ): ସ୍ଥାନୀୟ ଯୁବକମାନଙ୍କ ପାଇଁ କାର୍ଯ୍ୟଶାଳା ଆୟୋଜନ କରାଯାଇଛି। ଏଥିରେ ବହୁ ସଂଖ୍ୟାରେ ଛାତ୍ରଛାତ୍ରୀ ଯୋଗ ଦେଇଥିଲେ। ଅତିଥିମାନେ ଦକ୍ଷତା ବିକାଶ ଉପରେ ଆଲୋଚନା କରିଥିଲେ। କଟକ, ୧୬।୯ (ସମ୍ବାଦ ବ୍ୟୁରୋ): ସ୍ଥାନୀୟ ଯୁବକମାନଙ୍କ <box>240 384 388 426</box>
row3-photo-rally <box>316 336 388 380</box>
divider <box>264 222 265 318</box>
row3-left-headline: ରେଲୱେଗେଟ୍‌ରୁ ଲେଡ୍ଙ୍କ ଇଭାଲୁସନ୍‌ ଷ୍ଟୁଡିଓ ଗୁରୁଚର <box>5 323 149 331</box>
row4-left-body: କଟକ, ୧୬।୯ (ସମ୍ବାଦ ବ୍ୟୁରୋ): କଂଗ୍ରେସ ପକ୍ଷରୁ ସହରରେ ଏକ ସମାବେଶ ଆୟୋଜିତ ହୋଇଥିଲା। ଦଳର ବରିଷ୍ଠ ନେତାମାନେ ଉପସ୍ଥିତ ରହି କର୍ମୀମାନଙ୍କୁ ସମ୍ବୋଧିତ କରିଥିଲେ। ଆଗାମୀ ନିର୍ବାଚନ ପାଇଁ ପ୍ରସ୍ତୁତି ଉପରେ ଆଲୋଚନା ହୋଇଥିଲା। କଟକ, ୧୬।୯ (ସମ୍ବାଦ ବ୍ୟୁରୋ): କଂଗ୍ରେସ ପକ୍ଷରୁ ସହରରେ ଏକ ସମାବେଶ ଆୟୋଜିତ ହୋଇଥିଲା। ଦଳର ବରିଷ୍ଠ ନେତାମାନେ ଉପସ୍ଥିତ ରହି କର୍ମୀମାନଙ୍କୁ ସମ୍ବୋଧିତ କରିଥିଲେ। ଆଗାମୀ ନିର୍ବାଚନ ପାଇଁ ପ୍ରସ୍ତୁତି ଉପରେ ଆଲୋଚନା ହୋଇଥିଲା। କଟକ, ୧୬।୯ (ସମ୍ବାଦ ବ୍ୟୁରୋ): କଂଗ୍ରେସ ପକ୍ଷରୁ ସହରରେ ଏକ ସମାବେଶ ଆୟୋଜିତ ହୋଇଥିଲା। ଦଳର ବରିଷ୍ଠ ନେତାମାନେ ଉପସ୍ଥିତ ରହି କର୍ମୀମାନଙ୍କୁ ସମ୍ବୋଧିତ କରିଥିଲେ। ଆଗାମୀ ନିର୍ବାଚନ ପାଇଁ ପ୍ରସ୍ତୁତି ଉପରେ ଆଲୋଚନା ହୋଇଥିଲା। କଟକ, ୧୬।୯ (ସମ୍ବାଦ ବ୍ୟୁରୋ): କଂଗ୍ରେସ ପକ୍ଷରୁ ସହରରେ ଏକ ସମାବେଶ ଆୟୋଜିତ ହୋଇଥିଲା। ଦଳର ବରିଷ୍ଠ ନେତାମାନେ ଉପସ୍ଥିତ ରହି କର୍ମୀମାନଙ୍କୁ ସମ୍ବୋଧିତ କରିଥିଲେ। ଆଗାମୀ ନିର୍ବାଚନ ପାଇଁ ପ୍ରସ୍ତୁତି ଉପରେ ଆଲୋଚନା ହୋଇଥିଲା। କଟକ, ୧୬।୯ (ସମ୍ବାଦ ବ୍ୟୁରୋ): କଂଗ୍ରେସ ପକ୍ଷରୁ ସହରରେ ଏକ ସମାବେଶ ଆୟୋଜିତ ହୋଇଥିଲା। ଦଳର ବରିଷ୍ଠ <box>5 498 162 537</box>
divider <box>123 22 124 218</box>
row3-left-body: କଟକ, ୧୬।୯ (ସମ୍ବାଦ ବ୍ୟୁରୋ): ସ୍ଥାନୀୟ ଯୁବକମାନଙ୍କ ପାଇଁ କାର୍ଯ୍ୟଶାଳା ଆୟୋଜନ କରାଯାଇଛି। ଏଥିରେ ବହୁ ସଂଖ୍ୟାରେ ଛାତ୍ରଛାତ୍ରୀ ଯୋଗ ଦେଇଥିଲେ। ଅତିଥିମାନେ ଦକ୍ଷତା ବିକାଶ ଉପରେ ଆଲୋଚନା କରିଥିଲେ। କଟକ, ୧୬।୯ (ସମ୍ବାଦ ବ୍ୟୁରୋ): ସ୍ଥାନୀୟ ଯୁବକମାନଙ୍କ ପାଇଁ କାର୍ଯ୍ୟଶାଳା ଆୟୋଜନ କରାଯାଇଛି। ଏଥିରେ ବହୁ ସଂଖ୍ୟାରେ ଛାତ୍ରଛାତ୍ରୀ ଯୋଗ ଦେଇଥିଲେ। ଅତିଥିମାନେ ଦକ୍ଷତା ବିକାଶ ଉପରେ ଆଲୋଚନା କରିଥିଲେ। କଟକ, ୧୬।୯ (ସମ୍ବାଦ ବ୍ୟୁରୋ): ସ୍ଥାନୀୟ ଯୁବକମାନଙ୍କ ପାଇଁ କାର୍ଯ୍ୟଶାଳା ଆୟୋଜନ କରାଯାଇଛି। ଏଥିରେ ବହୁ ସଂଖ୍ୟାରେ ଛାତ୍ରଛାତ୍ରୀ ଯୋଗ ଦେଇଥିଲେ। ଅତିଥିମାନେ ଦକ୍ଷତା ବିକାଶ ଉପରେ ଆଲୋଚନା କରିଥିଲେ। କଟକ, ୧୬।୯ (ସମ୍ବାଦ ବ୍ୟୁରୋ): ସ୍ଥାନୀୟ ଯୁବକମାନଙ୍କ ପାଇଁ କାର୍ଯ୍ୟଶାଳା ଆୟୋଜନ କରାଯାଇଛି। ଏଥିରେ ବହୁ ସଂଖ୍ୟାରେ ଛାତ୍ରଛାତ୍ରୀ ଯୋଗ ଦେଇଥିଲେ। ଅତିଥିମାନେ ଦକ୍ଷତା ବିକାଶ ଉପରେ ଆଲୋଚନା କରିଥିଲେ। କଟକ, ୧୬।୯ (ସମ୍ବାଦ ବ୍ୟୁରୋ): ସ୍ଥାନୀୟ ଯୁବକମାନଙ୍କ ପାଇଁ କାର୍ଯ୍ୟଶାଳା ଆୟୋଜନ କରାଯାଇଛି। ଏଥିରେ ବହୁ ସଂଖ୍ୟାରେ ଛାତ୍ରଛାତ୍ରୀ ଯୋଗ ଦେଇଥିଲେ। ଅତିଥିମାନେ ଦକ୍ଷତା ବିକାଶ ଉପରେ ଆଲୋଚନା କରିଥିଲେ। କଟକ, ୧୬।୯ (ସମ୍ବାଦ ବ୍ୟୁରୋ): ସ୍ଥାନୀୟ ଯୁବକମାନଙ୍କ ପାଇଁ କାର୍ଯ୍ୟଶାଳା ଆୟୋଜନ କରାଯାଇଛି। ଏଥିରେ ବହୁ <box>5 336 81 426</box>
lead-body-1: ଦେବଗଡ଼, ୧୬।୯ (ସମ୍ବାଦ ବ୍ୟୁରୋ): କେନ୍ଦ୍ର ଶିକ୍ଷାମନ୍ତ୍ରୀ ଧର୍ମେନ୍ଦ୍ର ପ୍ରଧାନ ଦେବଗଡ଼ ଜିଲ୍ଲାରେ ବିଭିନ୍ନ ଉନ୍ନୟନମୂଳକ କାର୍ଯ୍ୟର ସମୀକ୍ଷା କରିଛନ୍ତି। ସ୍ୱାସ୍ଥ୍ୟ, ଶିକ୍ଷା ଓ ଭିତ୍ତିଭୂମି ବିକାଶ ପାଇଁ ଜିଲ୍ଲା ପ୍ରଶାସନକୁ ଆବଶ୍ୟକ ନିର୍ଦ୍ଦେଶ ଦେଇଛନ୍ତି। ମେଡିକାଲ କଲେଜ ନିର୍ମାଣ କାର୍ଯ୍ୟ ଶୀଘ୍ର ଆରମ୍ଭ ହେବ ବୋଲି ସେ କହିଛନ୍ତି। ଜିଲ୍ଲାର ପ୍ରତ୍ୟେକ ବିଦ୍ୟାଳୟରେ ଉନ୍ନତ ସୁବିଧା ଯୋଗାଇବା ପାଇଁ ଯୋଜନା ପ୍ରସ୍ତୁତ କରାଯାଉଛି। ଦେବଗଡ଼, ୧୬।୯ (ସମ୍ବାଦ ବ୍ୟୁରୋ): କେନ୍ଦ୍ର ଶିକ୍ଷାମନ୍ତ୍ରୀ ଧର୍ମେନ୍ଦ୍ର ପ୍ରଧାନ ଦେବଗଡ଼ ଜିଲ୍ଲାରେ ବିଭିନ୍ନ ଉନ୍ନୟନମୂଳକ କାର୍ଯ୍ୟର ସମୀକ୍ଷା କରିଛନ୍ତି। ସ୍ୱାସ୍ଥ୍ୟ, ଶିକ୍ଷା ଓ ଭିତ୍ତିଭୂମି ବିକାଶ ପାଇଁ ଜିଲ୍ଲା ପ୍ରଶାସନକୁ ଆବଶ୍ୟକ ନିର୍ଦ୍ଦେଶ ଦେଇଛନ୍ତି। ମେଡିକାଲ କଲେଜ ନିର୍ମାଣ କାର୍ଯ୍ୟ ଶୀଘ୍ର ଆରମ୍ଭ ହେବ ବୋଲି ସେ କହିଛନ୍ତି। ଜିଲ୍ଲାର ପ୍ରତ୍ୟେକ ବିଦ୍ୟାଳୟରେ ଉନ୍ନତ ସୁବିଧା ଯୋଗାଇବା ପାଇଁ ଯୋଜନା ପ୍ରସ୍ତୁତ କରାଯାଉଛି। ଦେବଗଡ଼, ୧୬।୯ (ସମ୍ବାଦ ବ୍ୟୁରୋ): କେନ୍ଦ୍ର ଶିକ୍ଷାମନ୍ତ୍ରୀ ଧର୍ମେନ୍ଦ୍ର ପ୍ରଧାନ ଦେବଗଡ଼ ଜିଲ୍ଲାରେ ବିଭିନ୍ନ ଉନ୍ନୟନମୂଳକ କାର୍ଯ୍ୟର ସମୀକ୍ଷା କରିଛନ୍ତି। ସ୍ୱାସ୍ଥ୍ୟ, ଶିକ୍ଷା ଓ ଭିତ୍ତିଭୂମି ବିକାଶ ପାଇଁ ଜିଲ୍ଲା ପ୍ରଶାସନକୁ ଆବଶ୍ୟକ ନିର୍ଦ୍ଦେଶ ଦେଇଛନ୍ତି। ମେଡିକାଲ କଲେଜ ନିର୍ମାଣ କାର୍ଯ୍ୟ ଶୀଘ୍ର ଆରମ୍ଭ ହେବ ବୋଲି ସେ କହିଛନ୍ତି। ଜିଲ୍ଲାର ପ୍ରତ୍ୟେକ ବିଦ୍ୟାଳୟରେ ଉନ୍ନତ ସୁବିଧା ଯୋଗାଇବା ପାଇଁ ଯୋଜନା ପ୍ରସ୍ତୁତ କରାଯାଉଛି। ଦେବଗଡ଼, ୧୬।୯ (ସମ୍ବାଦ ବ୍ୟୁରୋ): କେନ୍ଦ୍ର ଶିକ୍ଷାମନ୍ତ୍ରୀ ଧର୍ମେନ୍ଦ୍ର ପ୍ରଧାନ ଦେବଗଡ଼ ଜିଲ୍ଲାରେ ବିଭିନ୍ନ ଉନ୍ନୟନମୂଳକ କାର୍ଯ୍ୟର ସମୀକ୍ଷା କରିଛନ୍ତି। ସ୍ୱାସ୍ଥ୍ୟ, ଶିକ୍ଷା ଓ ଭିତ୍ତିଭୂମି ବିକାଶ ପାଇଁ ଜିଲ୍ଲା ପ୍ରଶାସନକୁ ଆବଶ୍ୟକ ନିର୍ଦ୍ଦେଶ ଦେଇଛନ୍ତି। ମେଡିକାଲ କଲେଜ ନିର୍ମାଣ କାର୍ଯ୍ୟ ଶୀଘ୍ର ଆରମ୍ଭ ହେବ ବୋଲି ସେ କହିଛନ୍ତି। <box>128 96 204 216</box>
row4-left-headline: କଟକରେ କଂଗ୍ରେସର ସାଦାଗ ସମାବେଶ <box>5 432 117 441</box>
row2-photo-portrait <box>60 250 100 290</box>
lead-body-5: ଦେବଗଡ଼, ୧୬।୯ (ସମ୍ବାଦ ବ୍ୟୁରୋ): କେନ୍ଦ୍ର ଶିକ୍ଷାମନ୍ତ୍ରୀ ଧର୍ମେନ୍ଦ୍ର ପ୍ରଧାନ ଦେବଗଡ଼ ଜିଲ୍ଲାରେ ବିଭିନ୍ନ ଉନ୍ନୟନମୂଳକ କାର୍ଯ୍ୟର ସମୀକ୍ଷା କରିଛନ୍ତି। ସ୍ୱାସ୍ଥ୍ୟ, ଶିକ୍ଷା ଓ ଭିତ୍ତିଭୂମି ବିକାଶ ପାଇଁ ଜିଲ୍ଲା ପ୍ରଶାସନକୁ ଆବଶ୍ୟକ ନିର୍ଦ୍ଦେଶ ଦେଇଛନ୍ତି। ମେଡିକାଲ କଲେଜ ନିର୍ମାଣ କାର୍ଯ୍ୟ ଶୀଘ୍ର ଆରମ୍ଭ ହେବ ବୋଲି ସେ କହିଛନ୍ତି। ଜିଲ୍ଲାର ପ୍ରତ୍ୟେକ ବିଦ୍ୟାଳୟରେ ଉନ୍ନତ ସୁବିଧା ଯୋଗାଇବା ପାଇଁ ଯୋଜନା ପ୍ରସ୍ତୁତ କରାଯାଉଛି। ଦେବଗଡ଼, ୧୬।୯ (ସମ୍ବାଦ ବ୍ୟୁରୋ): କେନ୍ଦ୍ର ଶିକ୍ଷାମନ୍ତ୍ରୀ ଧର୍ମେନ୍ଦ୍ର ପ୍ରଧାନ ଦେବଗଡ଼ ଜିଲ୍ଲାରେ ବିଭିନ୍ନ ଉନ୍ନୟନମୂଳକ କାର୍ଯ୍ୟର ସମୀକ୍ଷା କରିଛନ୍ତି। ସ୍ୱାସ୍ଥ୍ୟ, ଶିକ୍ଷା ଓ ଭିତ୍ତିଭୂମି ବିକାଶ ପାଇଁ ଜିଲ୍ଲା ପ୍ରଶାସନକୁ ଆବଶ୍ୟକ ନିର୍ଦ୍ଦେଶ ଦେଇଛନ୍ତି। ମେଡିକାଲ କଲେଜ ନିର୍ମାଣ କାର୍ଯ୍ୟ ଶୀଘ୍ର ଆରମ୍ଭ ହେବ ବୋଲି ସେ କହିଛନ୍ତି। ଜିଲ୍ଲାର ପ୍ରତ୍ୟେକ ବିଦ୍ୟାଳୟରେ ଉନ୍ନତ ସୁବିଧା ଯୋଗାଇବା ପାଇଁ ଯୋଜନା ପ୍ରସ୍ତୁତ କରାଯାଉଛି। ଦେବଗଡ଼, ୧୬।୯ (ସମ୍ବାଦ ବ୍ୟୁରୋ): କେନ୍ଦ୍ର ଶିକ୍ଷାମନ୍ତ୍ରୀ ଧର୍ମେନ୍ଦ୍ର ପ୍ରଧାନ ଦେବଗଡ଼ ଜିଲ୍ଲାରେ ବିଭିନ୍ନ ଉନ୍ନୟନମୂଳକ କାର୍ଯ୍ୟର ସମୀକ୍ଷା କରିଛନ୍ତି। ସ୍ୱାସ୍ଥ୍ୟ, ଶିକ୍ଷା ଓ ଭିତ୍ତିଭୂମି ବିକାଶ ପାଇଁ ଜିଲ୍ଲା ପ୍ରଶାସନକୁ ଆବଶ୍ୟକ ନିର୍ଦ୍ଦେଶ ଦେଇଛନ୍ତି। ମେଡିକାଲ କଲେଜ ନିର୍ମାଣ କାର୍ଯ୍ୟ ଶୀଘ୍ର ଆରମ୍ଭ ହେବ ବୋଲି ସେ କହିଛ <box>430 108 494 216</box>
lead-headline: ଦେବଗଡ଼ରେ ସ୍ୱାସ୍ଥ୍ୟ, ଶିକ୍ଷା ଓ ଭିତ୍ତିଭୂମି ବିକାଶକୁ ପ୍ରାଥମିକତା <box>128 38 490 56</box>
bullet-item: ଜାନୁଆରୀରେ ମେଡିକାଲ କଲେଜ ପାଇଁ ଶିଳାନ୍ୟାସ <box>128 75 203 80</box>
row5-body-1: ଭୁବନେଶ୍ୱର, ୧୬।୯ (ସମ୍ବାଦ ବ୍ୟୁରୋ): ବିଜୁ ପଟ୍ଟନାୟକ ଅନ୍ତର୍ଜାତୀୟ ବିମାନ ବନ୍ଦରରୁ ବିଦେଶକୁ ସିଧାସଳଖ ବିମାନ ସେବା ଏଯାଏଁ ଆରମ୍ଭ ହୋଇପାରିନାହିଁ। ଯାତ୍ରୀମାନଙ୍କୁ ଅନ୍ୟ ସହର ଦେଇ ଯିବାକୁ ପଡ଼ୁଛି। ଏହି ସମସ୍ୟାର ଶୀଘ୍ର ସମାଧାନ ପାଇଁ ଦାବି ହେଉଛି। ଭୁବନେଶ୍ୱର, ୧୬।୯ (ସମ୍ବାଦ ବ୍ୟୁରୋ): ବିଜୁ ପଟ୍ଟନାୟକ ଅନ୍ତର୍ଜାତୀୟ ବିମାନ ବନ୍ଦରରୁ ବିଦେଶକୁ ସିଧାସଳଖ ବିମାନ ସେବା ଏଯାଏଁ ଆରମ୍ଭ ହୋଇପାରିନାହିଁ। ଯାତ୍ରୀମାନଙ୍କୁ ଅନ୍ୟ ସହର ଦେଇ ଯିବାକୁ ପଡ଼ୁଛି। ଏହି ସମସ୍ୟାର ଶୀଘ୍ର ସମାଧାନ ପାଇଁ ଦାବି ହେଉଛି। ଭୁବନେଶ୍ୱର, ୧୬।୯ (ସମ୍ବାଦ ବ୍ୟୁରୋ): ବିଜୁ ପଟ୍ଟନାୟକ ଅନ୍ତର୍ଜାତୀୟ ବିମାନ ବନ୍ଦରରୁ ବିଦେଶକୁ ସିଧାସଳଖ ବିମାନ ସେବା ଏଯାଏଁ ଆରମ୍ଭ ହୋଇପାରିନାହିଁ। ଯାତ୍ରୀମାନଙ୍କୁ ଅନ୍ୟ ସହର ଦେଇ ଯିବାକୁ ପଡ଼ୁଛି। ଏହି ସମସ୍ୟାର ଶୀଘ୍ର ସମାଧାନ ପାଇଁ ଦାବି ହେଉଛି। ଭୁବନେଶ୍ୱର, ୧୬।୯ (ସମ୍ବାଦ ବ୍ୟୁରୋ): ବିଜୁ ପଟ୍ଟନାୟକ ଅନ୍ତର୍ଜାତୀୟ ବିମାନ ବନ୍ଦରରୁ ବିଦେଶକୁ ସିଧାସଳଖ ବିମାନ ସେବା ଏଯାଏଁ ଆରମ୍ଭ ହୋଇପାରିନାହିଁ। ଯାତ୍ରୀମାନଙ୍କୁ ଅନ୍ୟ ସହର ଦେଇ ଯିବାକୁ ପଡ଼ୁଛି। ଏହି ସମସ୍ୟାର ଶୀଘ୍ର ସମାଧାନ ପାଇଁ ଦାବି ହେଉଛି। ଭୁବନେଶ୍ୱର, ୧୬।୯ (ସମ୍ବାଦ ବ୍ୟୁରୋ): ବିଜୁ ପଟ୍ଟନାୟକ ଅନ୍ତର୍ଜାତୀୟ ବିମାନ ବନ୍ଦରରୁ ବିଦେଶକୁ ସିଧାସଳଖ ବିମାନ ସେବା ଏଯାଏଁ ଆରମ୍ଭ ହୋଇପାରିନାହିଁ। ଯାତ୍ରୀମାନଙ୍କୁ ଅନ୍ୟ ସହର ଦେଇ ଯିବାକୁ ପଡ଼ୁଛି। ଏହି ସମସ୍ୟାର ଶୀଘ୍ର ସମାଧାନ ପାଇଁ ଦାବି ହେଉଛି। ଭୁବନେଶ୍ୱର, ୧୬।୯ (ସମ୍ବାଦ ବ୍ୟୁରୋ): ବିଜୁ ପଟ୍ଟନାୟକ ଅନ୍ତର୍ଜାତୀୟ ବିମାନ ବନ୍ଦରରୁ ବିଦେଶକୁ ସିଧାସଳଖ ବିମାନ ସେବା ଏଯାଏଁ ଆରମ୍ଭ ହୋଇପାରିନାହିଁ। ଯାତ୍ରୀମାନଙ୍କୁ ଅନ୍ୟ ସହର ଦେଇ ଯିବାକୁ ପଡ଼ୁଛି। ଏହି ସମସ୍ୟାର ଶୀଘ୍ର ସମାଧାନ ପାଇଁ ଦାବି ହେଉଛି। <box>5 568 79 689</box>
edition-name: Bhubaneswar <box>435 7 474 13</box>
row4-photo-portrait <box>322 460 388 500</box>
side-body: ଦେବଗଡ଼, ୧୬।୯ (ସମ୍ବାଦ ବ୍ୟୁରୋ): କେନ୍ଦ୍ର ଶିକ୍ଷାମନ୍ତ୍ରୀ ଧର୍ମେନ୍ଦ୍ର ପ୍ରଧାନ ଦେବଗଡ଼ ଜିଲ୍ଲାରେ ବିଭିନ୍ନ ଉନ୍ନୟନମୂଳକ କାର୍ଯ୍ୟର ସମୀକ୍ଷା କରିଛନ୍ତି। ସ୍ୱାସ୍ଥ୍ୟ, ଶିକ୍ଷା ଓ ଭିତ୍ତିଭୂମି ବିକାଶ ପାଇଁ ଜିଲ୍ଲା ପ୍ରଶାସନକୁ ଆବଶ୍ୟକ ନିର୍ଦ୍ଦେଶ ଦେଇଛନ୍ତି। ମେଡିକାଲ କଲେଜ ନିର୍ମାଣ କାର୍ଯ୍ୟ ଶୀଘ୍ର ଆରମ୍ଭ ହେବ ବୋଲି ସେ କହିଛନ୍ତି। ଜିଲ୍ଲାର ପ୍ରତ୍ୟେକ ବିଦ୍ୟାଳୟରେ ଉନ୍ନତ ସୁବିଧା ଯୋଗାଇବା ପାଇଁ ଯୋଜନା ପ୍ରସ୍ତୁତ କରାଯାଉଛି। ଦେବଗଡ଼, ୧୬।୯ (ସମ୍ବାଦ ବ୍ୟୁରୋ): କେନ୍ଦ୍ର ଶିକ୍ଷାମନ୍ତ୍ରୀ ଧର୍ମେନ୍ଦ୍ର ପ୍ରଧାନ ଦେବଗଡ଼ ଜିଲ୍ଲାରେ ବିଭିନ୍ନ ଉନ୍ନୟନମୂଳକ କାର୍ଯ୍ୟର ସମୀକ୍ଷା କରିଛନ୍ତି। ସ୍ୱାସ୍ଥ୍ୟ, ଶିକ୍ଷା ଓ ଭିତ୍ତିଭୂମି ବିକାଶ ପାଇଁ ଜିଲ୍ଲା ପ୍ରଶାସନକୁ ଆବଶ୍ୟକ ନିର୍ଦ୍ଦେଶ ଦେଇଛନ୍ତି। ମେଡିକାଲ କଲେଜ ନିର୍ମାଣ କାର୍ଯ୍ୟ ଶୀଘ୍ର ଆରମ୍ଭ ହେବ ବୋଲି ସେ କହିଛନ୍ତି। ଜିଲ୍ଲାର ପ୍ରତ୍ୟେକ ବିଦ୍ୟାଳୟରେ ଉନ୍ନତ ସୁବିଧା ଯୋଗାଇବା ପାଇଁ ଯୋଜନା ପ୍ରସ୍ତୁତ କରାଯାଉଛି। ଦେବଗଡ଼, ୧୬।୯ (ସମ୍ବାଦ ବ୍ୟୁରୋ): କେନ୍ଦ୍ର ଶିକ୍ଷାମନ୍ତ୍ରୀ ଧର୍ମେନ୍ଦ୍ର ପ୍ରଧାନ ଦେବଗଡ଼ ଜିଲ୍ଲାରେ ବିଭିନ୍ନ ଉନ୍ନୟନମୂଳକ କାର୍ଯ୍ୟର ସମୀକ୍ଷା କରିଛନ୍ତି। ସ୍ୱାସ୍ଥ୍ୟ, ଶିକ୍ଷା ଓ ଭିତ୍ତିଭୂମି ବିକାଶ ପାଇଁ ଜିଲ୍ଲା ପ୍ରଶାସନକୁ ଆବଶ୍ୟକ ନିର୍ଦ୍ଦେଶ ଦେଇଛନ୍ତି। ମେଡିକାଲ କଲେଜ ନିର୍ମାଣ କାର୍ଯ୍ୟ ଶୀଘ୍ର ଆରମ୍ଭ ହେବ ବୋଲି ସେ କହିଛନ୍ତି। ଜିଲ୍ଲାର ପ୍ରତ୍ୟେକ ବିଦ୍ୟାଳୟରେ ଉନ୍ନତ ସୁବିଧା ଯୋଗାଇବା ପାଇଁ ଯୋଜନା ପ୍ରସ୍ତୁତ କରାଯାଉଛି। ଦେବଗଡ଼, ୧୬।୯ (ସମ୍ବାଦ ବ୍ୟୁରୋ): କେନ୍ଦ୍ର ଶିକ୍ଷାମନ୍ତ୍ରୀ ଧର୍ମେନ୍ଦ୍ର ପ୍ରଧାନ ଦେବଗଡ଼ ଜିଲ୍ଲାରେ ବିଭିନ୍ନ ଉନ୍ନୟନମୂଳକ କାର୍ଯ୍ୟର ସମୀକ୍ଷା କରିଛନ୍ତି। ସ୍ୱାସ୍ଥ୍ୟ, ଶିକ୍ଷା ଓ ଭିତ୍ତିଭୂମି ବିକାଶ ପାଇଁ ଜିଲ୍ଲା ପ୍ରଶାସନକୁ ଆବଶ୍ୟକ ନିର୍ଦ୍ଦେଶ ଦେଇଛନ୍ତି। ମେଡିକାଲ କଲେଜ ନିର୍ମାଣ କାର୍ଯ୍ୟ ଶୀଘ୍ର ଆରମ୍ଭ ହେବ ବୋଲି ସେ କହିଛନ୍ତି। ଜିଲ୍ଲାର ପ୍ରତ୍ୟେକ ବିଦ୍ୟାଳୟରେ ଉନ୍ନତ ସୁବିଧା ଯୋଗାଇବା ପାଇଁ ଯୋଜନା ପ୍ରସ୍ତୁତ କରାଯାଉଛି। ଦେବଗଡ଼, ୧୬।୯ (ସମ୍ବାଦ ବ୍ୟୁରୋ): କେନ୍ଦ୍ର ଶିକ୍ଷାମନ୍ତ୍ରୀ ଧର୍ମେନ୍ଦ୍ର ପ୍ରଧାନ ଦେବଗଡ଼ ଜିଲ୍ଲାରେ ବିଭିନ୍ନ ଉନ୍ନୟନମୂଳକ କାର୍ଯ୍ୟର ସମୀକ୍ଷା କରିଛନ୍ତି। ସ୍ୱାସ୍ଥ୍ୟ, ଶିକ୍ଷା ଓ ଭିତ୍ତିଭୂମି ବିକାଶ ପାଇଁ ଜିଲ୍ଲା ପ୍ରଶାସନକୁ ଆବଶ୍ୟକ ନିର୍ଦ୍ଦେଶ ଦେଇଛନ୍ତି। ମେଡିକାଲ କଲେଜ ନିର୍ମାଣ କାର୍ଯ୍ୟ ଶୀଘ୍ର ଆରମ୍ଭ ହେବ ବୋଲି ସେ କହିଛନ୍ତି। ଜିଲ୍ଲାର ପ୍ରତ୍ୟେକ ବିଦ୍ୟାଳୟରେ ଉନ୍ନତ ସୁବିଧା ଯୋଗାଇବା ପାଇଁ ଯୋଜନା ପ୍ରସ୍ତୁତ କରାଯାଉଛି। ଦେବଗଡ଼, ୧୬।୯ (ସମ୍ବାଦ ବ୍ୟୁରୋ): କେନ୍ଦ୍ର ଶିକ୍ଷାମନ୍ତ୍ରୀ ଧର୍ମେନ୍ଦ୍ର ପ୍ରଧାନ ଦେବଗଡ଼ ଜିଲ୍ଲାରେ ବିଭିନ୍ନ ଉନ୍ନୟନମୂଳକ କାର୍ଯ୍ୟର ସମୀକ୍ଷା କରିଛନ୍ତି। ସ୍ୱାସ୍ଥ୍ୟ, ଶିକ୍ଷା ଓ ଭିତ୍ତିଭୂମି ବିକାଶ ପାଇଁ ଜିଲ୍ଲା ପ୍ରଶାସନକୁ ଆବଶ୍ୟକ ନିର୍ଦ୍ଦେଶ ଦେଇଛନ୍ତି। ମେଡିକାଲ କଲେଜ ନିର୍ମାଣ କାର୍ଯ୍ୟ ଶୀଘ୍ର ଆରମ୍ଭ ହେବ ବୋଲି ସେ କହିଛନ୍ତି। ଜିଲ୍ଲାର ପ୍ରତ୍ୟେକ ବିଦ୍ୟାଳୟରେ ଉନ୍ନତ ସୁବିଧା ଯୋଗାଇବା ପାଇଁ ଯୋଜନା ପ୍ରସ୍ତୁତ କରାଯାଉଛି। <box>5 44 121 169</box>
row2-mid-sub: ପଶ୍ଚିମ ଓଡ଼ିଶା ଉତ୍ତରରେ ବିଜୟ ହାସଲ <box>270 234 330 239</box>
masthead-date-odia: ଗୁରୁବାର ୧୭ ସେପ୍ଟେମ୍ବର ୨୦୨୬ ଭୁବନେଶ୍ୱର <box>58 7 140 12</box>
row2-body-4: ଭୁବନେଶ୍ୱର, ୧୬।୯ (ସମ୍ବାଦ ବ୍ୟୁରୋ): ବିଭିନ୍ନ ଜିଲ୍ଲାରେ ଲୋକମାନଙ୍କ ପାଇଁ ସରକାରୀ ଯୋଜନାର ସୁବିଧା ପହଞ୍ଚାଇବା ଆବଶ୍ୟକ। ଗ୍ରାମାଞ୍ଚଳରେ ପାନୀୟ ଜଳ, ରାସ୍ତା ଓ ବିଦ୍ୟୁତ ସଂଯୋଗ ପାଇଁ କାର୍ଯ୍ୟ ଚାଲିଛି। ଜନପ୍ରତିନିଧିମାନେ ଏହି ଦିଗରେ ସକ୍ରିୟ ଭୂମିକା ନେବା ଦରକାର। ଭୁବନେଶ୍ୱର, ୧୬।୯ (ସମ୍ବାଦ ବ୍ୟୁରୋ): ବିଭିନ୍ନ ଜିଲ୍ଲାରେ ଲୋକମାନଙ୍କ ପାଇଁ ସରକାରୀ ଯୋଜନାର ସୁବିଧା ପହଞ୍ଚାଇବା ଆବଶ୍ୟକ। ଗ୍ରାମାଞ୍ଚଳରେ ପାନୀୟ ଜଳ, ରାସ୍ତା ଓ ବିଦ୍ୟୁତ ସଂଯୋଗ ପାଇଁ କାର୍ଯ୍ୟ ଚାଲିଛି। ଜନପ୍ରତିନିଧିମାନେ ଏହି ଦିଗରେ ସକ୍ରିୟ ଭୂମିକା ନେବା ଦରକାର। ଭୁବନେଶ୍ୱର, ୧୬।୯ (ସମ୍ବାଦ ବ୍ୟୁରୋ): ବିଭିନ୍ନ ଜିଲ୍ଲାରେ <box>202 248 260 308</box>
masthead <box>0 0 500 20</box>
row4-mid-body-2: କଟକ, ୧୬।୯ (ସମ୍ବାଦ ବ୍ୟୁରୋ): କଂଗ୍ରେସ ପକ୍ଷରୁ ସହରରେ ଏକ ସମାବେଶ ଆୟୋଜିତ ହୋଇଥିଲା। ଦଳର ବରିଷ୍ଠ ନେତାମାନେ ଉପସ୍ଥିତ ରହି କର୍ମୀମାନଙ୍କୁ ସମ୍ବୋଧିତ କରିଥିଲେ। ଆଗାମୀ ନିର୍ବାଚନ ପାଇଁ ପ୍ରସ୍ତୁତି ଉପରେ ଆଲୋଚନା ହୋଇଥିଲା। କଟକ, ୧୬।୯ (ସମ୍ବାଦ ବ୍ୟୁରୋ): କଂଗ୍ରେସ ପକ୍ଷରୁ ସହରରେ ଏକ ସମାବେଶ ଆୟୋଜିତ ହୋଇଥିଲା। ଦଳର ବରିଷ୍ଠ ନେତାମାନେ ଉପସ୍ଥିତ ରହି କର୍ମୀମାନଙ୍କୁ ସମ୍ବୋଧିତ କରିଥିଲେ। ଆଗାମୀ ନିର୍ବାଚନ ପାଇଁ ପ୍ରସ୍ତୁତି ଉପରେ ଆଲୋଚନା ହୋଇଥିଲା। କଟକ, ୧୬।୯ (ସମ୍ବାଦ ବ୍ୟୁରୋ): କଂଗ୍ରେସ ପକ୍ଷରୁ ସହ <box>170 498 250 537</box>
row3-mid-body-1: କଟକ, ୧୬।୯ (ସମ୍ବାଦ ବ୍ୟୁରୋ): ସ୍ଥାନୀୟ ଯୁବକମାନଙ୍କ ପାଇଁ କାର୍ଯ୍ୟଶାଳା ଆୟୋଜନ କରାଯାଇଛି। ଏଥିରେ ବହୁ ସଂଖ୍ୟାରେ ଛାତ୍ରଛାତ୍ରୀ ଯୋଗ ଦେଇଥିଲେ। ଅତିଥିମାନେ ଦକ୍ଷତା ବିକାଶ ଉପରେ ଆଲୋଚନା କରିଥିଲେ। କଟକ, ୧୬।୯ (ସମ୍ବାଦ ବ୍ୟୁରୋ): ସ୍ଥାନୀୟ ଯୁବକମାନଙ୍କ ପାଇଁ କାର୍ଯ୍ୟଶାଳା ଆୟୋଜନ କରାଯାଇଛି। ଏଥିରେ ବହୁ ସଂଖ୍ୟାରେ ଛାତ୍ରଛାତ୍ରୀ ଯୋଗ ଦେଇଥିଲେ। ଅତିଥିମାନେ ଦକ୍ଷତା ବିକାଶ ଉପରେ ଆଲୋଚନା କରିଥିଲେ। କଟକ, ୧୬।୯ (ସମ୍ବାଦ ବ୍ୟୁରୋ): ସ୍ଥାନୀୟ ଯୁବକମାନଙ୍କ ପାଇଁ କାର୍ଯ୍ୟଶାଳା ଆୟୋଜନ କରାଯାଇଛି। ଏଥିରେ ବହୁ ସଂଖ୍ୟାରେ ଛାତ୍ରଛାତ୍ରୀ ଯୋଗ ଦେଇଥିଲେ। ଅତିଥିମାନେ ଦକ୍ଷତା ବିକାଶ ଉପରେ ଆଲୋଚନା କରିଥିଲେ। କଟକ, ୧୬।୯ (ସମ୍ବାଦ ବ୍ୟୁରୋ): ସ୍ଥାନୀୟ ଯୁବକମାନଙ୍କ ପାଇଁ କାର୍ଯ୍ୟଶାଳା ଆୟୋଜନ କରାଯାଇଛି। ଏଥିରେ ବହୁ ସଂଖ୍ୟାରେ ଛାତ୍ରଛାତ୍ରୀ ଯୋଗ ଦେଇଥିଲେ। ଅତିଥିମାନେ ଦକ୍ଷତା ବିକାଶ ଉପରେ ଆଲୋଚନା କରିଥିଲେ। କଟକ, ୧୬।୯ (ସମ୍ବାଦ ବ୍ୟୁରୋ): ସ୍ଥାନୀୟ ଯୁବକମାନଙ୍କ ପାଇଁ କାର୍ଯ୍ୟଶାଳା ଆୟୋଜନ କରାଯାଇଛି। ଏଥିରେ ବହୁ ସଂଖ୍ୟାରେ ଛାତ୍ରଛାତ୍ରୀ ଯୋଗ ଦେଇଥିଲେ। ଅତିଥିମାନେ ଦକ୍ଷତା ବିକାଶ ଉପରେ ଆଲୋଚନା କରିଥିଲେ। କଟକ, ୧୬।୯ (ସମ୍ବାଦ ବ୍ୟୁରୋ): ସ୍ଥାନୀୟ ଯୁବକମାନଙ୍କ <box>164 336 236 426</box>
divider <box>392 222 393 787</box>
bullet-item: ପ୍ରୋଜେକ୍ଟରେ ଏ ଦିଗରେ ଅନୁଷ୍ଠିତିକରଣ ଯୋଜନା ଉଦ୍ୟମ <box>128 86 221 91</box>
right-headline-2: ଶିଶୁ ଓ ସୁରକ୍ଷିତ ଲକ୍ଷ୍ୟରେ ମହତ୍ତ୍ୱ ଉତ୍ସବରେ ପ୍ରଚାର ବିଜ୍ଞାନ <box>400 497 492 512</box>
lead-body-2: ଦେବଗଡ଼, ୧୬।୯ (ସମ୍ବାଦ ବ୍ୟୁରୋ): କେନ୍ଦ୍ର ଶିକ୍ଷାମନ୍ତ୍ରୀ ଧର୍ମେନ୍ଦ୍ର ପ୍ରଧାନ ଦେବଗଡ଼ ଜିଲ୍ଲାରେ ବିଭିନ୍ନ ଉନ୍ନୟନମୂଳକ କାର୍ଯ୍ୟର ସମୀକ୍ଷା କରିଛନ୍ତି। ସ୍ୱାସ୍ଥ୍ୟ, ଶିକ୍ଷା ଓ ଭିତ୍ତିଭୂମି ବିକାଶ ପାଇଁ ଜିଲ୍ଲା ପ୍ରଶାସନକୁ ଆବଶ୍ୟକ ନିର୍ଦ୍ଦେଶ ଦେଇଛନ୍ତି। ମେଡିକାଲ କଲେଜ ନିର୍ମାଣ କାର୍ଯ୍ୟ ଶୀଘ୍ର ଆରମ୍ଭ ହେବ ବୋଲି ସେ କହିଛନ୍ତି। ଜିଲ୍ଲାର ପ୍ରତ୍ୟେକ ବିଦ୍ୟାଳୟରେ ଉନ୍ନତ ସୁବିଧା ଯୋଗାଇବା ପାଇଁ ଯୋଜନା ପ୍ରସ୍ତୁତ କରାଯାଉଛି। ଦେବଗଡ଼, ୧୬।୯ (ସମ୍ବାଦ ବ୍ୟୁରୋ): କେନ୍ଦ୍ର ଶିକ୍ଷାମନ୍ତ୍ରୀ ଧର୍ମେନ୍ଦ୍ର ପ୍ରଧାନ ଦେବଗଡ଼ ଜିଲ୍ଲାରେ ବିଭିନ୍ନ ଉନ୍ନୟନମୂଳକ କାର୍ଯ୍ୟର ସମୀକ୍ଷା କରିଛନ୍ତି। ସ୍ୱାସ୍ଥ୍ୟ, ଶିକ୍ଷା ଓ ଭିତ୍ତିଭୂମି ବିକାଶ ପାଇଁ ଜିଲ୍ଲା ପ୍ରଶାସନକୁ ଆବଶ୍ୟକ ନିର୍ଦ୍ଦେଶ ଦେଇଛନ୍ତି। ମେଡିକାଲ କଲେଜ ନିର୍ମାଣ କାର୍ଯ୍ୟ ଶୀଘ୍ର ଆରମ୍ଭ ହେବ ବୋଲି ସେ କହିଛନ୍ତି। ଜିଲ୍ଲାର ପ୍ରତ୍ୟେକ ବିଦ୍ୟାଳୟରେ ଉନ୍ନତ ସୁବିଧା ଯୋଗାଇବା ପାଇଁ ଯୋଜନା ପ୍ରସ୍ତୁତ କରାଯାଉଛି। ଦେବଗଡ଼, ୧୬।୯ (ସମ୍ବାଦ ବ୍ୟୁରୋ): କେନ୍ଦ୍ର ଶିକ୍ଷାମନ୍ତ୍ରୀ ଧର୍ମେନ୍ଦ୍ର ପ୍ରଧାନ ଦେବଗଡ଼ ଜିଲ୍ଲାରେ ବିଭିନ୍ନ ଉନ୍ନୟନମୂଳକ କାର୍ଯ୍ୟର ସମୀକ୍ଷା କରିଛନ୍ତି। ସ୍ୱାସ୍ଥ୍ୟ, ଶିକ୍ଷା ଓ ଭିତ୍ତିଭୂମି ବିକାଶ ପାଇଁ ଜିଲ୍ଲା ପ୍ରଶାସନକୁ ଆବଶ୍ୟକ ନିର୍ଦ୍ଦେଶ ଦେଇଛନ୍ତି। ମେଡିକାଲ କଲେଜ ନିର୍ମାଣ କାର୍ଯ୍ୟ ଶୀଘ୍ର ଆରମ୍ଭ ହେବ ବୋଲି ସେ କହିଛନ୍ତି। ଜିଲ୍ଲାର ପ୍ରତ୍ୟେକ ବିଦ୍ୟାଳୟରେ ଉନ୍ନତ ସୁବିଧା ଯୋଗାଇବା ପାଇଁ ଯୋଜନା ପ୍ରସ୍ତୁତ କରାଯାଉଛି। ଦେବଗଡ଼, ୧୬।୯ (ସମ୍ବାଦ ବ୍ୟୁରୋ): କେନ୍ଦ୍ର ଶିକ୍ଷାମନ୍ତ୍ରୀ ଧର୍ମେନ୍ଦ୍ର ପ୍ରଧାନ ଦେବଗଡ଼ ଜିଲ୍ଲାରେ ବିଭିନ୍ନ ଉନ୍ନୟନମୂଳକ କାର୍ଯ୍ୟର ସମୀକ୍ଷା କରିଛନ୍ତି। ସ୍ୱାସ୍ଥ୍ୟ, ଶିକ୍ଷା ଓ ଭିତ୍ତିଭୂମି ବିକାଶ ପାଇଁ ଜିଲ୍ଲା ପ୍ରଶାସନକୁ ଆବଶ୍ୟକ ନିର୍ଦ୍ଦେଶ ଦେଇଛନ୍ତି। ମେଡିକାଲ କଲେଜ ନିର୍ମାଣ କାର୍ଯ୍ୟ ଶୀଘ୍ର ଆରମ୍ଭ ହେବ ବୋଲି ସେ କହିଛନ୍ତି। ଜିଲ୍ଲାର ପ୍ରତ୍ୟେକ ବିଦ୍ୟାଳୟରେ ଉ <box>208 96 286 216</box>
edition-badge <box>432 4 494 16</box>
row4-mid-headline: କଂଗ୍ରେସରେ ମିଶିଲେ ପୂର୍ବତନ କର୍ପୋରେଟର ରମାକାନ <box>170 433 305 441</box>
side-heading: ବଲ୍ଲଭପୁରରେ ନୀଳମାଧବଙ୍କ ନବକଳେବର <box>5 23 77 28</box>
